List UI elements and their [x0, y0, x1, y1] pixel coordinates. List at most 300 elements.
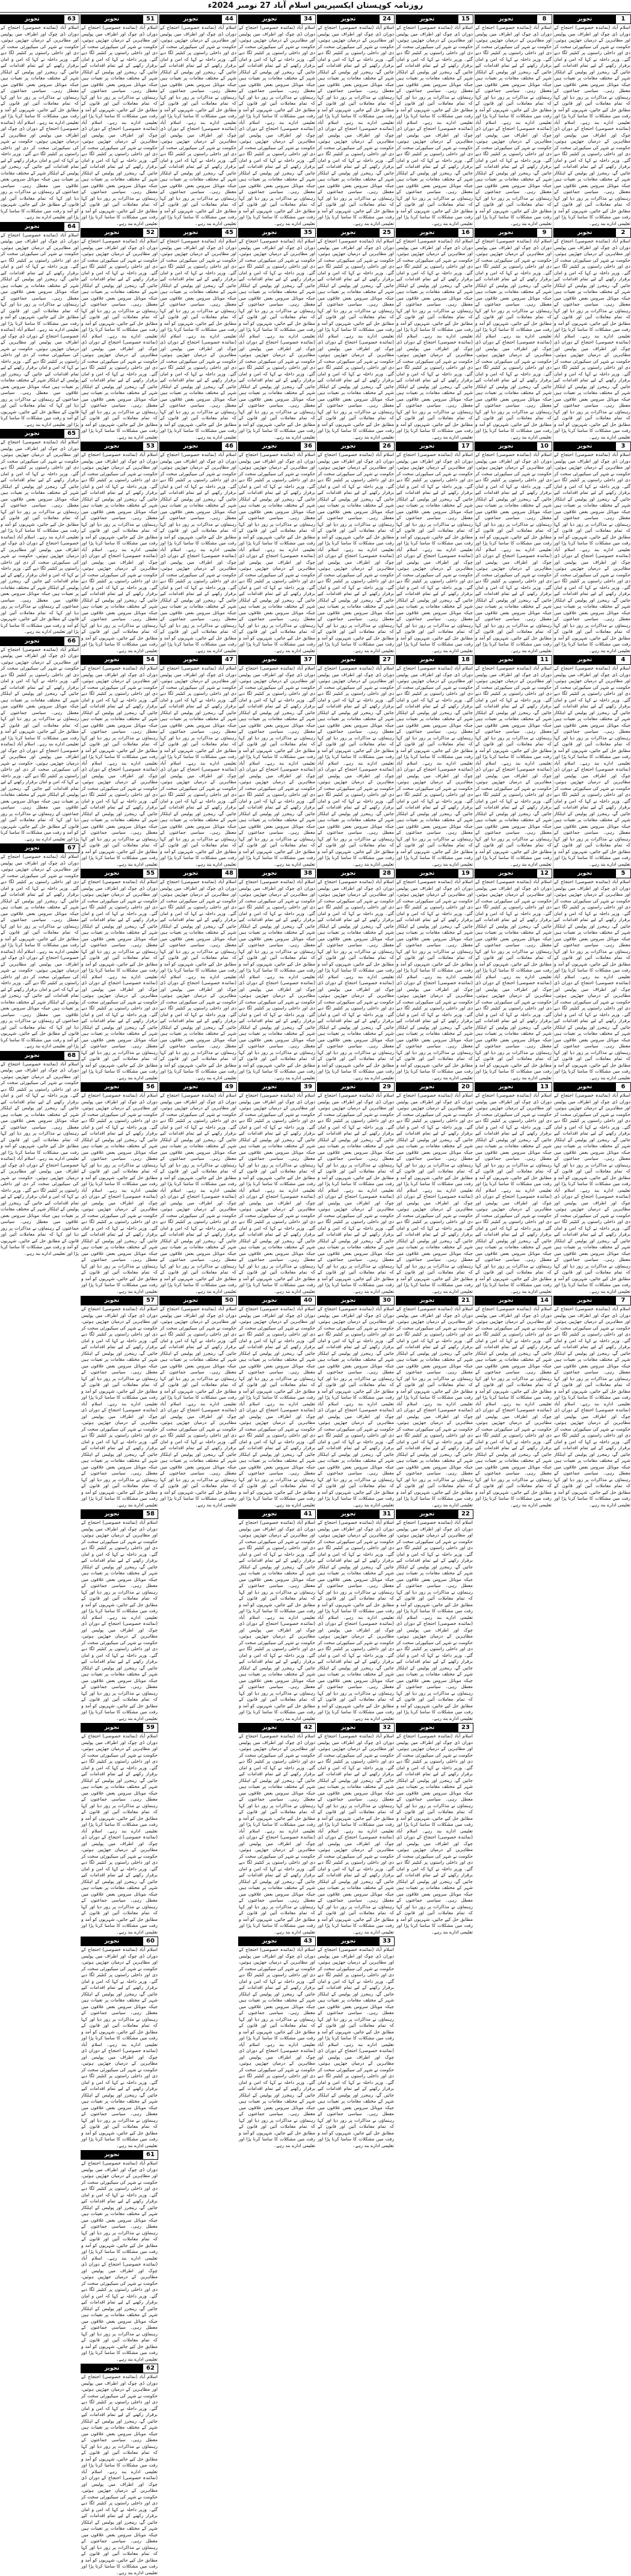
news-item: [475, 228, 552, 440]
item-header: [238, 655, 316, 665]
item-header: [159, 14, 237, 24]
item-body: اسلام آباد (نمائندہ خصوصی) احتجاج کے دوران ڈی چوک اور اطراف میں پولیس اور مظاہرین کے درمیان جھڑپیں ہوئیں، حکومت نے شہر کی سیکیورٹی سخت کر دی اور داخلی راستوں پر کنٹینر لگا دیے گئے۔ وزیر داخلہ نے کہا کہ امن و امان برقرار رکھنے کے لیے تمام اقدامات کیے جائیں گے، رینجرز اور پولیس کے اہلکار شہر کے مختلف مقامات پر تعینات ہیں جبکہ موبائل سروس بعض علاقوں میں معطل رہی۔ سیاسی جماعتوں کے رہنماؤں نے مذاکرات پر زور دیا اور کہا کہ تمام معاملات آئین اور قانون کے مطابق حل کیے جائیں، شہریوں کو آمد و رفت میں مشکلات کا سامنا کرنا پڑا اور تعلیمی ادارے بند رہے۔ اسلام آباد (نمائندہ خصوصی) احتجاج کے دوران ڈی چوک اور اطراف میں پولیس اور مظاہرین کے درمیان جھڑپیں ہوئیں، حکومت نے شہر کی سیکیورٹی سخت کر دی اور داخلی راستوں پر کنٹینر لگا دیے گئے۔ وزیر داخلہ نے کہا کہ امن و امان برقرار رکھنے کے لیے تمام اقدامات کیے جائیں گے، رینجرز اور پولیس کے اہلکار شہر کے مختلف مقامات پر تعینات ہیں جبکہ موبائل سروس بعض علاقوں میں معطل رہی۔ سیاسی جماعتوں کے رہنماؤں نے مذاکرات پر زور دیا اور کہا کہ تمام معاملات آئین اور قانون کے مطابق حل کیے جائیں، شہریوں کو آمد و رفت میں مشکلات کا سامنا کرنا پڑا اور تعلیمی ادارے بند رہے۔: [1, 854, 79, 1049]
item-label: تجویز: [475, 869, 537, 878]
news-item: [553, 869, 631, 1081]
item-label: تجویز: [318, 1296, 379, 1305]
item-number: 31: [379, 1510, 394, 1518]
column-8: [0, 13, 79, 1256]
item-header: [553, 442, 631, 451]
item-number: 57: [143, 1296, 158, 1305]
item-number: 32: [379, 1724, 394, 1732]
item-header: [238, 869, 316, 878]
item-number: 42: [300, 1724, 315, 1732]
item-body: اسلام آباد (نمائندہ خصوصی) احتجاج کے دوران ڈی چوک اور اطراف میں پولیس اور مظاہرین کے درمیان جھڑپیں ہوئیں، حکومت نے شہر کی سیکیورٹی سخت کر دی اور داخلی راستوں پر کنٹینر لگا دیے گئے۔ وزیر داخلہ نے کہا کہ امن و امان برقرار رکھنے کے لیے تمام اقدامات کیے جائیں گے، رینجرز اور پولیس کے اہلکار شہر کے مختلف مقامات پر تعینات ہیں جبکہ موبائل سروس بعض علاقوں میں معطل رہی۔ سیاسی جماعتوں کے رہنماؤں نے مذاکرات پر زور دیا اور کہا کہ تمام معاملات آئین اور قانون کے مطابق حل کیے جائیں، شہریوں کو آمد و رفت میں مشکلات کا سامنا کرنا پڑا اور تعلیمی ادارے بند رہے۔ اسلام آباد (نمائندہ خصوصی) احتجاج کے دوران ڈی چوک اور اطراف میں پولیس اور مظاہرین کے درمیان جھڑپیں ہوئیں، حکومت نے شہر کی سیکیورٹی سخت کر دی اور داخلی راستوں پر کنٹینر لگا دیے گئے۔ وزیر داخلہ نے کہا کہ امن و امان برقرار رکھنے کے لیے تمام اقدامات کیے جائیں گے، رینجرز اور پولیس کے اہلکار شہر کے مختلف مقامات پر تعینات ہیں جبکہ موبائل سروس بعض علاقوں میں معطل رہی۔ سیاسی جماعتوں کے رہنماؤں نے مذاکرات پر زور دیا اور کہا کہ تمام معاملات آئین اور قانون کے مطابق حل کیے جائیں، شہریوں کو آمد و رفت میں مشکلات کا سامنا کرنا پڑا اور تعلیمی ادارے بند رہے۔: [81, 1306, 158, 1508]
item-number: 50: [221, 1296, 236, 1305]
item-number: 4: [615, 656, 630, 664]
item-body: اسلام آباد (نمائندہ خصوصی) احتجاج کے دوران ڈی چوک اور اطراف میں پولیس اور مظاہرین کے درمیان جھڑپیں ہوئیں، حکومت نے شہر کی سیکیورٹی سخت کر دی اور داخلی راستوں پر کنٹینر لگا دیے گئے۔ وزیر داخلہ نے کہا کہ امن و امان برقرار رکھنے کے لیے تمام اقدامات کیے جائیں گے، رینجرز اور پولیس کے اہلکار شہر کے مختلف مقامات پر تعینات ہیں جبکہ موبائل سروس بعض علاقوں میں معطل رہی۔ سیاسی جماعتوں کے رہنماؤں نے مذاکرات پر زور دیا اور کہا کہ تمام معاملات آئین اور قانون کے مطابق حل کیے جائیں، شہریوں کو آمد و رفت میں مشکلات کا سامنا کرنا پڑا اور تعلیمی ادارے بند رہے۔ اسلام آباد (نمائندہ خصوصی) احتجاج کے دوران ڈی چوک اور اطراف میں پولیس اور مظاہرین کے درمیان جھڑپیں ہوئیں، حکومت نے شہر کی سیکیورٹی سخت کر دی اور داخلی راستوں پر کنٹینر لگا دیے گئے۔ وزیر داخلہ نے کہا کہ امن و امان برقرار رکھنے کے لیے تمام اقدامات کیے جائیں گے، رینجرز اور پولیس کے اہلکار شہر کے مختلف مقامات پر تعینات ہیں جبکہ موبائل سروس بعض علاقوں میں معطل رہی۔ سیاسی جماعتوں کے رہنماؤں نے مذاکرات پر زور دیا اور کہا کہ تمام معاملات آئین اور قانون کے مطابق حل کیے جائیں، شہریوں کو آمد و رفت میں مشکلات کا سامنا کرنا پڑا اور تعلیمی ادارے بند رہے۔: [318, 879, 394, 1080]
item-body: اسلام آباد (نمائندہ خصوصی) احتجاج کے دوران ڈی چوک اور اطراف میں پولیس اور مظاہرین کے درمیان جھڑپیں ہوئیں، حکومت نے شہر کی سیکیورٹی سخت کر دی اور داخلی راستوں پر کنٹینر لگا دیے گئے۔ وزیر داخلہ نے کہا کہ امن و امان برقرار رکھنے کے لیے تمام اقدامات کیے جائیں گے، رینجرز اور پولیس کے اہلکار شہر کے مختلف مقامات پر تعینات ہیں جبکہ موبائل سروس بعض علاقوں میں معطل رہی۔ سیاسی جماعتوں کے رہنماؤں نے مذاکرات پر زور دیا اور کہا کہ تمام معاملات آئین اور قانون کے مطابق حل کیے جائیں، شہریوں کو آمد و رفت میں مشکلات کا سامنا کرنا پڑا اور تعلیمی ادارے بند رہے۔ اسلام آباد (نمائندہ خصوصی) احتجاج کے دوران ڈی چوک اور اطراف میں پولیس اور مظاہرین کے درمیان جھڑپیں ہوئیں، حکومت نے شہر کی سیکیورٹی سخت کر دی اور داخلی راستوں پر کنٹینر لگا دیے گئے۔ وزیر داخلہ نے کہا کہ امن و امان برقرار رکھنے کے لیے تمام اقدامات کیے جائیں گے، رینجرز اور پولیس کے اہلکار شہر کے مختلف مقامات پر تعینات ہیں جبکہ موبائل سروس بعض علاقوں میں معطل رہی۔ سیاسی جماعتوں کے رہنماؤں نے مذاکرات پر زور دیا اور کہا کہ تمام معاملات آئین اور قانون کے مطابق حل کیے جائیں، شہریوں کو آمد و رفت میں مشکلات کا سامنا کرنا پڑا اور تعلیمی ادارے بند رہے۔: [239, 879, 315, 1080]
item-header: [238, 442, 316, 451]
item-number: 2: [615, 229, 630, 237]
item-body: اسلام آباد (نمائندہ خصوصی) احتجاج کے دوران ڈی چوک اور اطراف میں پولیس اور مظاہرین کے درمیان جھڑپیں ہوئیں، حکومت نے شہر کی سیکیورٹی سخت کر دی اور داخلی راستوں پر کنٹینر لگا دیے گئے۔ وزیر داخلہ نے کہا کہ امن و امان برقرار رکھنے کے لیے تمام اقدامات کیے جائیں گے، رینجرز اور پولیس کے اہلکار شہر کے مختلف مقامات پر تعینات ہیں جبکہ موبائل سروس بعض علاقوں میں معطل رہی۔ سیاسی جماعتوں کے رہنماؤں نے مذاکرات پر زور دیا اور کہا کہ تمام معاملات آئین اور قانون کے مطابق حل کیے جائیں، شہریوں کو آمد و رفت میں مشکلات کا سامنا کرنا پڑا اور تعلیمی ادارے بند رہے۔ اسلام آباد (نمائندہ خصوصی) احتجاج کے دوران ڈی چوک اور اطراف میں پولیس اور مظاہرین کے درمیان جھڑپیں ہوئیں، حکومت نے شہر کی سیکیورٹی سخت کر دی اور داخلی راستوں پر کنٹینر لگا دیے گئے۔ وزیر داخلہ نے کہا کہ امن و امان برقرار رکھنے کے لیے تمام اقدامات کیے جائیں گے، رینجرز اور پولیس کے اہلکار شہر کے مختلف مقامات پر تعینات ہیں جبکہ موبائل سروس بعض علاقوں میں معطل رہی۔ سیاسی جماعتوں کے رہنماؤں نے مذاکرات پر زور دیا اور کہا کہ تمام معاملات آئین اور قانون کے مطابق حل کیے جائیں، شہریوں کو آمد و رفت میں مشکلات کا سامنا کرنا پڑا اور تعلیمی ادارے بند رہے۔: [160, 452, 236, 653]
item-label: تجویز: [239, 656, 300, 664]
item-body: اسلام آباد (نمائندہ خصوصی) احتجاج کے دوران ڈی چوک اور اطراف میں پولیس اور مظاہرین کے درمیان جھڑپیں ہوئیں، حکومت نے شہر کی سیکیورٹی سخت کر دی اور داخلی راستوں پر کنٹینر لگا دیے گئے۔ وزیر داخلہ نے کہا کہ امن و امان برقرار رکھنے کے لیے تمام اقدامات کیے جائیں گے، رینجرز اور پولیس کے اہلکار شہر کے مختلف مقامات پر تعینات ہیں جبکہ موبائل سروس بعض علاقوں میں معطل رہی۔ سیاسی جماعتوں کے رہنماؤں نے مذاکرات پر زور دیا اور کہا کہ تمام معاملات آئین اور قانون کے مطابق حل کیے جائیں، شہریوں کو آمد و رفت میں مشکلات کا سامنا کرنا پڑا اور تعلیمی ادارے بند رہے۔ اسلام آباد (نمائندہ خصوصی) احتجاج کے دوران ڈی چوک اور اطراف میں پولیس اور مظاہرین کے درمیان جھڑپیں ہوئیں، حکومت نے شہر کی سیکیورٹی سخت کر دی اور داخلی راستوں پر کنٹینر لگا دیے گئے۔ وزیر داخلہ نے کہا کہ امن و امان برقرار رکھنے کے لیے تمام اقدامات کیے جائیں گے، رینجرز اور پولیس کے اہلکار شہر کے مختلف مقامات پر تعینات ہیں جبکہ موبائل سروس بعض علاقوں میں معطل رہی۔ سیاسی جماعتوں کے رہنماؤں نے مذاکرات پر زور دیا اور کہا کہ تمام معاملات آئین اور قانون کے مطابق حل کیے جائیں، شہریوں کو آمد و رفت میں مشکلات کا سامنا کرنا پڑا اور تعلیمی ادارے بند رہے۔: [81, 238, 158, 440]
item-body: اسلام آباد (نمائندہ خصوصی) احتجاج کے دوران ڈی چوک اور اطراف میں پولیس اور مظاہرین کے درمیان جھڑپیں ہوئیں، حکومت نے شہر کی سیکیورٹی سخت کر دی اور داخلی راستوں پر کنٹینر لگا دیے گئے۔ وزیر داخلہ نے کہا کہ امن و امان برقرار رکھنے کے لیے تمام اقدامات کیے جائیں گے، رینجرز اور پولیس کے اہلکار شہر کے مختلف مقامات پر تعینات ہیں جبکہ موبائل سروس بعض علاقوں میں معطل رہی۔ سیاسی جماعتوں کے رہنماؤں نے مذاکرات پر زور دیا اور کہا کہ تمام معاملات آئین اور قانون کے مطابق حل کیے جائیں، شہریوں کو آمد و رفت میں مشکلات کا سامنا کرنا پڑا اور تعلیمی ادارے بند رہے۔ اسلام آباد (نمائندہ خصوصی) احتجاج کے دوران ڈی چوک اور اطراف میں پولیس اور مظاہرین کے درمیان جھڑپیں ہوئیں، حکومت نے شہر کی سیکیورٹی سخت کر دی اور داخلی راستوں پر کنٹینر لگا دیے گئے۔ وزیر داخلہ نے کہا کہ امن و امان برقرار رکھنے کے لیے تمام اقدامات کیے جائیں گے، رینجرز اور پولیس کے اہلکار شہر کے مختلف مقامات پر تعینات ہیں جبکہ موبائل سروس بعض علاقوں میں معطل رہی۔ سیاسی جماعتوں کے رہنماؤں نے مذاکرات پر زور دیا اور کہا کہ تمام معاملات آئین اور قانون کے مطابق حل کیے جائیں، شہریوں کو آمد و رفت میں مشکلات کا سامنا کرنا پڑا اور تعلیمی ادارے بند رہے۔: [1, 1061, 79, 1256]
news-item: [81, 228, 158, 440]
item-number: 20: [458, 1083, 473, 1091]
item-body: اسلام آباد (نمائندہ خصوصی) احتجاج کے دوران ڈی چوک اور اطراف میں پولیس اور مظاہرین کے درمیان جھڑپیں ہوئیں، حکومت نے شہر کی سیکیورٹی سخت کر دی اور داخلی راستوں پر کنٹینر لگا دیے گئے۔ وزیر داخلہ نے کہا کہ امن و امان برقرار رکھنے کے لیے تمام اقدامات کیے جائیں گے، رینجرز اور پولیس کے اہلکار شہر کے مختلف مقامات پر تعینات ہیں جبکہ موبائل سروس بعض علاقوں میں معطل رہی۔ سیاسی جماعتوں کے رہنماؤں نے مذاکرات پر زور دیا اور کہا کہ تمام معاملات آئین اور قانون کے مطابق حل کیے جائیں، شہریوں کو آمد و رفت میں مشکلات کا سامنا کرنا پڑا اور تعلیمی ادارے بند رہے۔ اسلام آباد (نمائندہ خصوصی) احتجاج کے دوران ڈی چوک اور اطراف میں پولیس اور مظاہرین کے درمیان جھڑپیں ہوئیں، حکومت نے شہر کی سیکیورٹی سخت کر دی اور داخلی راستوں پر کنٹینر لگا دیے گئے۔ وزیر داخلہ نے کہا کہ امن و امان برقرار رکھنے کے لیے تمام اقدامات کیے جائیں گے، رینجرز اور پولیس کے اہلکار شہر کے مختلف مقامات پر تعینات ہیں جبکہ موبائل سروس بعض علاقوں میں معطل رہی۔ سیاسی جماعتوں کے رہنماؤں نے مذاکرات پر زور دیا اور کہا کہ تمام معاملات آئین اور قانون کے مطابق حل کیے جائیں، شہریوں کو آمد و رفت میں مشکلات کا سامنا کرنا پڑا اور تعلیمی ادارے بند رہے۔: [396, 1306, 473, 1508]
item-body: اسلام آباد (نمائندہ خصوصی) احتجاج کے دوران ڈی چوک اور اطراف میں پولیس اور مظاہرین کے درمیان جھڑپیں ہوئیں، حکومت نے شہر کی سیکیورٹی سخت کر دی اور داخلی راستوں پر کنٹینر لگا دیے گئے۔ وزیر داخلہ نے کہا کہ امن و امان برقرار رکھنے کے لیے تمام اقدامات کیے جائیں گے، رینجرز اور پولیس کے اہلکار شہر کے مختلف مقامات پر تعینات ہیں جبکہ موبائل سروس بعض علاقوں میں معطل رہی۔ سیاسی جماعتوں کے رہنماؤں نے مذاکرات پر زور دیا اور کہا کہ تمام معاملات آئین اور قانون کے مطابق حل کیے جائیں، شہریوں کو آمد و رفت میں مشکلات کا سامنا کرنا پڑا اور تعلیمی ادارے بند رہے۔ اسلام آباد (نمائندہ خصوصی) احتجاج کے دوران ڈی چوک اور اطراف میں پولیس اور مظاہرین کے درمیان جھڑپیں ہوئیں، حکومت نے شہر کی سیکیورٹی سخت کر دی اور داخلی راستوں پر کنٹینر لگا دیے گئے۔ وزیر داخلہ نے کہا کہ امن و امان برقرار رکھنے کے لیے تمام اقدامات کیے جائیں گے، رینجرز اور پولیس کے اہلکار شہر کے مختلف مقامات پر تعینات ہیں جبکہ موبائل سروس بعض علاقوں میں معطل رہی۔ سیاسی جماعتوں کے رہنماؤں نے مذاکرات پر زور دیا اور کہا کہ تمام معاملات آئین اور قانون کے مطابق حل کیے جائیں، شہریوں کو آمد و رفت میں مشکلات کا سامنا کرنا پڑا اور تعلیمی ادارے بند رہے۔: [554, 1092, 630, 1294]
item-label: تجویز: [475, 1083, 537, 1091]
item-label: تجویز: [81, 15, 143, 23]
news-item: [238, 1723, 316, 1935]
news-item: [475, 442, 552, 654]
item-header: [81, 1509, 158, 1519]
news-item: [396, 14, 473, 227]
news-item: [238, 655, 316, 867]
item-number: 30: [379, 1296, 394, 1305]
item-header: [553, 1082, 631, 1092]
item-header: [238, 1082, 316, 1092]
item-label: تجویز: [160, 656, 221, 664]
item-body: اسلام آباد (نمائندہ خصوصی) احتجاج کے دوران ڈی چوک اور اطراف میں پولیس اور مظاہرین کے درمیان جھڑپیں ہوئیں، حکومت نے شہر کی سیکیورٹی سخت کر دی اور داخلی راستوں پر کنٹینر لگا دیے گئے۔ وزیر داخلہ نے کہا کہ امن و امان برقرار رکھنے کے لیے تمام اقدامات کیے جائیں گے، رینجرز اور پولیس کے اہلکار شہر کے مختلف مقامات پر تعینات ہیں جبکہ موبائل سروس بعض علاقوں میں معطل رہی۔ سیاسی جماعتوں کے رہنماؤں نے مذاکرات پر زور دیا اور کہا کہ تمام معاملات آئین اور قانون کے مطابق حل کیے جائیں، شہریوں کو آمد و رفت میں مشکلات کا سامنا کرنا پڑا اور تعلیمی ادارے بند رہے۔ اسلام آباد (نمائندہ خصوصی) احتجاج کے دوران ڈی چوک اور اطراف میں پولیس اور مظاہرین کے درمیان جھڑپیں ہوئیں، حکومت نے شہر کی سیکیورٹی سخت کر دی اور داخلی راستوں پر کنٹینر لگا دیے گئے۔ وزیر داخلہ نے کہا کہ امن و امان برقرار رکھنے کے لیے تمام اقدامات کیے جائیں گے، رینجرز اور پولیس کے اہلکار شہر کے مختلف مقامات پر تعینات ہیں جبکہ موبائل سروس بعض علاقوں میں معطل رہی۔ سیاسی جماعتوں کے رہنماؤں نے مذاکرات پر زور دیا اور کہا کہ تمام معاملات آئین اور قانون کے مطابق حل کیے جائیں، شہریوں کو آمد و رفت میں مشکلات کا سامنا کرنا پڑا اور تعلیمی ادارے بند رہے۔: [81, 2160, 158, 2362]
item-header: [317, 1723, 395, 1733]
news-item: [317, 1937, 395, 2149]
item-label: تجویز: [318, 229, 379, 237]
item-label: تجویز: [1, 1052, 64, 1060]
news-item: [81, 655, 158, 867]
item-header: [238, 14, 316, 24]
item-number: 23: [458, 1724, 473, 1732]
item-number: 9: [537, 229, 552, 237]
news-item: [317, 14, 395, 227]
item-number: 38: [300, 869, 315, 878]
item-number: 3: [615, 442, 630, 451]
news-item: [159, 655, 237, 867]
item-label: تجویز: [396, 1296, 458, 1305]
item-number: 39: [300, 1083, 315, 1091]
item-label: تجویز: [81, 2364, 143, 2373]
item-body: اسلام آباد (نمائندہ خصوصی) احتجاج کے دوران ڈی چوک اور اطراف میں پولیس اور مظاہرین کے درمیان جھڑپیں ہوئیں، حکومت نے شہر کی سیکیورٹی سخت کر دی اور داخلی راستوں پر کنٹینر لگا دیے گئے۔ وزیر داخلہ نے کہا کہ امن و امان برقرار رکھنے کے لیے تمام اقدامات کیے جائیں گے، رینجرز اور پولیس کے اہلکار شہر کے مختلف مقامات پر تعینات ہیں جبکہ موبائل سروس بعض علاقوں میں معطل رہی۔ سیاسی جماعتوں کے رہنماؤں نے مذاکرات پر زور دیا اور کہا کہ تمام معاملات آئین اور قانون کے مطابق حل کیے جائیں، شہریوں کو آمد و رفت میں مشکلات کا سامنا کرنا پڑا اور تعلیمی ادارے بند رہے۔ اسلام آباد (نمائندہ خصوصی) احتجاج کے دوران ڈی چوک اور اطراف میں پولیس اور مظاہرین کے درمیان جھڑپیں ہوئیں، حکومت نے شہر کی سیکیورٹی سخت کر دی اور داخلی راستوں پر کنٹینر لگا دیے گئے۔ وزیر داخلہ نے کہا کہ امن و امان برقرار رکھنے کے لیے تمام اقدامات کیے جائیں گے، رینجرز اور پولیس کے اہلکار شہر کے مختلف مقامات پر تعینات ہیں جبکہ موبائل سروس بعض علاقوں میں معطل رہی۔ سیاسی جماعتوں کے رہنماؤں نے مذاکرات پر زور دیا اور کہا کہ تمام معاملات آئین اور قانون کے مطابق حل کیے جائیں، شہریوں کو آمد و رفت میں مشکلات کا سامنا کرنا پڑا اور تعلیمی ادارے بند رہے۔: [318, 1520, 394, 1721]
item-label: تجویز: [160, 442, 221, 451]
news-item: [317, 1296, 395, 1508]
item-header: [238, 1296, 316, 1305]
news-item: [553, 442, 631, 654]
news-item: [396, 655, 473, 867]
item-number: 17: [458, 442, 473, 451]
column-4: [316, 13, 395, 2148]
item-label: تجویز: [1, 430, 64, 438]
item-label: تجویز: [81, 656, 143, 664]
news-item: [0, 636, 79, 843]
item-number: 21: [458, 1296, 473, 1305]
news-item: [0, 429, 79, 635]
item-body: اسلام آباد (نمائندہ خصوصی) احتجاج کے دوران ڈی چوک اور اطراف میں پولیس اور مظاہرین کے درمیان جھڑپیں ہوئیں، حکومت نے شہر کی سیکیورٹی سخت کر دی اور داخلی راستوں پر کنٹینر لگا دیے گئے۔ وزیر داخلہ نے کہا کہ امن و امان برقرار رکھنے کے لیے تمام اقدامات کیے جائیں گے، رینجرز اور پولیس کے اہلکار شہر کے مختلف مقامات پر تعینات ہیں جبکہ موبائل سروس بعض علاقوں میں معطل رہی۔ سیاسی جماعتوں کے رہنماؤں نے مذاکرات پر زور دیا اور کہا کہ تمام معاملات آئین اور قانون کے مطابق حل کیے جائیں، شہریوں کو آمد و رفت میں مشکلات کا سامنا کرنا پڑا اور تعلیمی ادارے بند رہے۔ اسلام آباد (نمائندہ خصوصی) احتجاج کے دوران ڈی چوک اور اطراف میں پولیس اور مظاہرین کے درمیان جھڑپیں ہوئیں، حکومت نے شہر کی سیکیورٹی سخت کر دی اور داخلی راستوں پر کنٹینر لگا دیے گئے۔ وزیر داخلہ نے کہا کہ امن و امان برقرار رکھنے کے لیے تمام اقدامات کیے جائیں گے، رینجرز اور پولیس کے اہلکار شہر کے مختلف مقامات پر تعینات ہیں جبکہ موبائل سروس بعض علاقوں میں معطل رہی۔ سیاسی جماعتوں کے رہنماؤں نے مذاکرات پر زور دیا اور کہا کہ تمام معاملات آئین اور قانون کے مطابق حل کیے جائیں، شہریوں کو آمد و رفت میں مشکلات کا سامنا کرنا پڑا اور تعلیمی ادارے بند رہے۔: [396, 1520, 473, 1721]
item-label: تجویز: [475, 15, 537, 23]
news-item: [553, 1082, 631, 1295]
item-header: [159, 655, 237, 665]
item-label: تجویز: [318, 1083, 379, 1091]
item-number: 25: [379, 229, 394, 237]
news-item: [553, 228, 631, 440]
item-header: [0, 14, 79, 24]
news-item: [317, 228, 395, 440]
item-number: 63: [64, 15, 79, 23]
item-body: اسلام آباد (نمائندہ خصوصی) احتجاج کے دوران ڈی چوک اور اطراف میں پولیس اور مظاہرین کے درمیان جھڑپیں ہوئیں، حکومت نے شہر کی سیکیورٹی سخت کر دی اور داخلی راستوں پر کنٹینر لگا دیے گئے۔ وزیر داخلہ نے کہا کہ امن و امان برقرار رکھنے کے لیے تمام اقدامات کیے جائیں گے، رینجرز اور پولیس کے اہلکار شہر کے مختلف مقامات پر تعینات ہیں جبکہ موبائل سروس بعض علاقوں میں معطل رہی۔ سیاسی جماعتوں کے رہنماؤں نے مذاکرات پر زور دیا اور کہا کہ تمام معاملات آئین اور قانون کے مطابق حل کیے جائیں، شہریوں کو آمد و رفت میں مشکلات کا سامنا کرنا پڑا اور تعلیمی ادارے بند رہے۔ اسلام آباد (نمائندہ خصوصی) احتجاج کے دوران ڈی چوک اور اطراف میں پولیس اور مظاہرین کے درمیان جھڑپیں ہوئیں، حکومت نے شہر کی سیکیورٹی سخت کر دی اور داخلی راستوں پر کنٹینر لگا دیے گئے۔ وزیر داخلہ نے کہا کہ امن و امان برقرار رکھنے کے لیے تمام اقدامات کیے جائیں گے، رینجرز اور پولیس کے اہلکار شہر کے مختلف مقامات پر تعینات ہیں جبکہ موبائل سروس بعض علاقوں میں معطل رہی۔ سیاسی جماعتوں کے رہنماؤں نے مذاکرات پر زور دیا اور کہا کہ تمام معاملات آئین اور قانون کے مطابق حل کیے جائیں، شہریوں کو آمد و رفت میں مشکلات کا سامنا کرنا پڑا اور تعلیمی ادارے بند رہے۔: [396, 1733, 473, 1935]
item-body: اسلام آباد (نمائندہ خصوصی) احتجاج کے دوران ڈی چوک اور اطراف میں پولیس اور مظاہرین کے درمیان جھڑپیں ہوئیں، حکومت نے شہر کی سیکیورٹی سخت کر دی اور داخلی راستوں پر کنٹینر لگا دیے گئے۔ وزیر داخلہ نے کہا کہ امن و امان برقرار رکھنے کے لیے تمام اقدامات کیے جائیں گے، رینجرز اور پولیس کے اہلکار شہر کے مختلف مقامات پر تعینات ہیں جبکہ موبائل سروس بعض علاقوں میں معطل رہی۔ سیاسی جماعتوں کے رہنماؤں نے مذاکرات پر زور دیا اور کہا کہ تمام معاملات آئین اور قانون کے مطابق حل کیے جائیں، شہریوں کو آمد و رفت میں مشکلات کا سامنا کرنا پڑا اور تعلیمی ادارے بند رہے۔ اسلام آباد (نمائندہ خصوصی) احتجاج کے دوران ڈی چوک اور اطراف میں پولیس اور مظاہرین کے درمیان جھڑپیں ہوئیں، حکومت نے شہر کی سیکیورٹی سخت کر دی اور داخلی راستوں پر کنٹینر لگا دیے گئے۔ وزیر داخلہ نے کہا کہ امن و امان برقرار رکھنے کے لیے تمام اقدامات کیے جائیں گے، رینجرز اور پولیس کے اہلکار شہر کے مختلف مقامات پر تعینات ہیں جبکہ موبائل سروس بعض علاقوں میں معطل رہی۔ سیاسی جماعتوں کے رہنماؤں نے مذاکرات پر زور دیا اور کہا کہ تمام معاملات آئین اور قانون کے مطابق حل کیے جائیں، شہریوں کو آمد و رفت میں مشکلات کا سامنا کرنا پڑا اور تعلیمی ادارے بند رہے۔: [475, 452, 552, 653]
news-item: [475, 1296, 552, 1508]
item-label: تجویز: [475, 1296, 537, 1305]
news-item: [238, 228, 316, 440]
news-item: [159, 442, 237, 654]
item-header: [81, 442, 158, 451]
item-number: 22: [458, 1510, 473, 1518]
column-5: [238, 13, 316, 2148]
item-body: اسلام آباد (نمائندہ خصوصی) احتجاج کے دوران ڈی چوک اور اطراف میں پولیس اور مظاہرین کے درمیان جھڑپیں ہوئیں، حکومت نے شہر کی سیکیورٹی سخت کر دی اور داخلی راستوں پر کنٹینر لگا دیے گئے۔ وزیر داخلہ نے کہا کہ امن و امان برقرار رکھنے کے لیے تمام اقدامات کیے جائیں گے، رینجرز اور پولیس کے اہلکار شہر کے مختلف مقامات پر تعینات ہیں جبکہ موبائل سروس بعض علاقوں میں معطل رہی۔ سیاسی جماعتوں کے رہنماؤں نے مذاکرات پر زور دیا اور کہا کہ تمام معاملات آئین اور قانون کے مطابق حل کیے جائیں، شہریوں کو آمد و رفت میں مشکلات کا سامنا کرنا پڑا اور تعلیمی ادارے بند رہے۔ اسلام آباد (نمائندہ خصوصی) احتجاج کے دوران ڈی چوک اور اطراف میں پولیس اور مظاہرین کے درمیان جھڑپیں ہوئیں، حکومت نے شہر کی سیکیورٹی سخت کر دی اور داخلی راستوں پر کنٹینر لگا دیے گئے۔ وزیر داخلہ نے کہا کہ امن و امان برقرار رکھنے کے لیے تمام اقدامات کیے جائیں گے، رینجرز اور پولیس کے اہلکار شہر کے مختلف مقامات پر تعینات ہیں جبکہ موبائل سروس بعض علاقوں میں معطل رہی۔ سیاسی جماعتوں کے رہنماؤں نے مذاکرات پر زور دیا اور کہا کہ تمام معاملات آئین اور قانون کے مطابق حل کیے جائیں، شہریوں کو آمد و رفت میں مشکلات کا سامنا کرنا پڑا اور تعلیمی ادارے بند رہے۔: [318, 1733, 394, 1935]
column-7: [80, 13, 158, 2575]
item-header: [317, 14, 395, 24]
item-body: اسلام آباد (نمائندہ خصوصی) احتجاج کے دوران ڈی چوک اور اطراف میں پولیس اور مظاہرین کے درمیان جھڑپیں ہوئیں، حکومت نے شہر کی سیکیورٹی سخت کر دی اور داخلی راستوں پر کنٹینر لگا دیے گئے۔ وزیر داخلہ نے کہا کہ امن و امان برقرار رکھنے کے لیے تمام اقدامات کیے جائیں گے، رینجرز اور پولیس کے اہلکار شہر کے مختلف مقامات پر تعینات ہیں جبکہ موبائل سروس بعض علاقوں میں معطل رہی۔ سیاسی جماعتوں کے رہنماؤں نے مذاکرات پر زور دیا اور کہا کہ تمام معاملات آئین اور قانون کے مطابق حل کیے جائیں، شہریوں کو آمد و رفت میں مشکلات کا سامنا کرنا پڑا اور تعلیمی ادارے بند رہے۔ اسلام آباد (نمائندہ خصوصی) احتجاج کے دوران ڈی چوک اور اطراف میں پولیس اور مظاہرین کے درمیان جھڑپیں ہوئیں، حکومت نے شہر کی سیکیورٹی سخت کر دی اور داخلی راستوں پر کنٹینر لگا دیے گئے۔ وزیر داخلہ نے کہا کہ امن و امان برقرار رکھنے کے لیے تمام اقدامات کیے جائیں گے، رینجرز اور پولیس کے اہلکار شہر کے مختلف مقامات پر تعینات ہیں جبکہ موبائل سروس بعض علاقوں میں معطل رہی۔ سیاسی جماعتوں کے رہنماؤں نے مذاکرات پر زور دیا اور کہا کہ تمام معاملات آئین اور قانون کے مطابق حل کیے جائیں، شہریوں کو آمد و رفت میں مشکلات کا سامنا کرنا پڑا اور تعلیمی ادارے بند رہے۔: [160, 1306, 236, 1508]
item-header: [238, 1509, 316, 1519]
item-label: تجویز: [318, 1937, 379, 1946]
news-item: [238, 869, 316, 1081]
item-number: 8: [537, 15, 552, 23]
item-header: [475, 1082, 552, 1092]
item-body: اسلام آباد (نمائندہ خصوصی) احتجاج کے دوران ڈی چوک اور اطراف میں پولیس اور مظاہرین کے درمیان جھڑپیں ہوئیں، حکومت نے شہر کی سیکیورٹی سخت کر دی اور داخلی راستوں پر کنٹینر لگا دیے گئے۔ وزیر داخلہ نے کہا کہ امن و امان برقرار رکھنے کے لیے تمام اقدامات کیے جائیں گے، رینجرز اور پولیس کے اہلکار شہر کے مختلف مقامات پر تعینات ہیں جبکہ موبائل سروس بعض علاقوں میں معطل رہی۔ سیاسی جماعتوں کے رہنماؤں نے مذاکرات پر زور دیا اور کہا کہ تمام معاملات آئین اور قانون کے مطابق حل کیے جائیں، شہریوں کو آمد و رفت میں مشکلات کا سامنا کرنا پڑا اور تعلیمی ادارے بند رہے۔ اسلام آباد (نمائندہ خصوصی) احتجاج کے دوران ڈی چوک اور اطراف میں پولیس اور مظاہرین کے درمیان جھڑپیں ہوئیں، حکومت نے شہر کی سیکیورٹی سخت کر دی اور داخلی راستوں پر کنٹینر لگا دیے گئے۔ وزیر داخلہ نے کہا کہ امن و امان برقرار رکھنے کے لیے تمام اقدامات کیے جائیں گے، رینجرز اور پولیس کے اہلکار شہر کے مختلف مقامات پر تعینات ہیں جبکہ موبائل سروس بعض علاقوں میں معطل رہی۔ سیاسی جماعتوں کے رہنماؤں نے مذاکرات پر زور دیا اور کہا کہ تمام معاملات آئین اور قانون کے مطابق حل کیے جائیں، شہریوں کو آمد و رفت میں مشکلات کا سامنا کرنا پڑا اور تعلیمی ادارے بند رہے۔: [81, 25, 158, 226]
news-item: [396, 228, 473, 440]
column-3: [395, 13, 473, 1935]
news-item: [317, 655, 395, 867]
item-header: [396, 14, 473, 24]
item-header: [553, 1296, 631, 1305]
news-item: [81, 442, 158, 654]
item-header: [81, 2364, 158, 2373]
item-number: 48: [221, 869, 236, 878]
item-number: 7: [615, 1296, 630, 1305]
item-label: تجویز: [239, 229, 300, 237]
item-label: تجویز: [1, 15, 64, 23]
item-header: [238, 1937, 316, 1946]
item-body: اسلام آباد (نمائندہ خصوصی) احتجاج کے دوران ڈی چوک اور اطراف میں پولیس اور مظاہرین کے درمیان جھڑپیں ہوئیں، حکومت نے شہر کی سیکیورٹی سخت کر دی اور داخلی راستوں پر کنٹینر لگا دیے گئے۔ وزیر داخلہ نے کہا کہ امن و امان برقرار رکھنے کے لیے تمام اقدامات کیے جائیں گے، رینجرز اور پولیس کے اہلکار شہر کے مختلف مقامات پر تعینات ہیں جبکہ موبائل سروس بعض علاقوں میں معطل رہی۔ سیاسی جماعتوں کے رہنماؤں نے مذاکرات پر زور دیا اور کہا کہ تمام معاملات آئین اور قانون کے مطابق حل کیے جائیں، شہریوں کو آمد و رفت میں مشکلات کا سامنا کرنا پڑا اور تعلیمی ادارے بند رہے۔ اسلام آباد (نمائندہ خصوصی) احتجاج کے دوران ڈی چوک اور اطراف میں پولیس اور مظاہرین کے درمیان جھڑپیں ہوئیں، حکومت نے شہر کی سیکیورٹی سخت کر دی اور داخلی راستوں پر کنٹینر لگا دیے گئے۔ وزیر داخلہ نے کہا کہ امن و امان برقرار رکھنے کے لیے تمام اقدامات کیے جائیں گے، رینجرز اور پولیس کے اہلکار شہر کے مختلف مقامات پر تعینات ہیں جبکہ موبائل سروس بعض علاقوں میں معطل رہی۔ سیاسی جماعتوں کے رہنماؤں نے مذاکرات پر زور دیا اور کہا کہ تمام معاملات آئین اور قانون کے مطابق حل کیے جائیں، شہریوں کو آمد و رفت میں مشکلات کا سامنا کرنا پڑا اور تعلیمی ادارے بند رہے۔: [160, 1092, 236, 1294]
item-number: 47: [221, 656, 236, 664]
item-body: اسلام آباد (نمائندہ خصوصی) احتجاج کے دوران ڈی چوک اور اطراف میں پولیس اور مظاہرین کے درمیان جھڑپیں ہوئیں، حکومت نے شہر کی سیکیورٹی سخت کر دی اور داخلی راستوں پر کنٹینر لگا دیے گئے۔ وزیر داخلہ نے کہا کہ امن و امان برقرار رکھنے کے لیے تمام اقدامات کیے جائیں گے، رینجرز اور پولیس کے اہلکار شہر کے مختلف مقامات پر تعینات ہیں جبکہ موبائل سروس بعض علاقوں میں معطل رہی۔ سیاسی جماعتوں کے رہنماؤں نے مذاکرات پر زور دیا اور کہا کہ تمام معاملات آئین اور قانون کے مطابق حل کیے جائیں، شہریوں کو آمد و رفت میں مشکلات کا سامنا کرنا پڑا اور تعلیمی ادارے بند رہے۔ اسلام آباد (نمائندہ خصوصی) احتجاج کے دوران ڈی چوک اور اطراف میں پولیس اور مظاہرین کے درمیان جھڑپیں ہوئیں، حکومت نے شہر کی سیکیورٹی سخت کر دی اور داخلی راستوں پر کنٹینر لگا دیے گئے۔ وزیر داخلہ نے کہا کہ امن و امان برقرار رکھنے کے لیے تمام اقدامات کیے جائیں گے، رینجرز اور پولیس کے اہلکار شہر کے مختلف مقامات پر تعینات ہیں جبکہ موبائل سروس بعض علاقوں میں معطل رہی۔ سیاسی جماعتوں کے رہنماؤں نے مذاکرات پر زور دیا اور کہا کہ تمام معاملات آئین اور قانون کے مطابق حل کیے جائیں، شہریوں کو آمد و رفت میں مشکلات کا سامنا کرنا پڑا اور تعلیمی ادارے بند رہے۔: [81, 2374, 158, 2575]
item-header: [81, 1937, 158, 1946]
item-body: اسلام آباد (نمائندہ خصوصی) احتجاج کے دوران ڈی چوک اور اطراف میں پولیس اور مظاہرین کے درمیان جھڑپیں ہوئیں، حکومت نے شہر کی سیکیورٹی سخت کر دی اور داخلی راستوں پر کنٹینر لگا دیے گئے۔ وزیر داخلہ نے کہا کہ امن و امان برقرار رکھنے کے لیے تمام اقدامات کیے جائیں گے، رینجرز اور پولیس کے اہلکار شہر کے مختلف مقامات پر تعینات ہیں جبکہ موبائل سروس بعض علاقوں میں معطل رہی۔ سیاسی جماعتوں کے رہنماؤں نے مذاکرات پر زور دیا اور کہا کہ تمام معاملات آئین اور قانون کے مطابق حل کیے جائیں، شہریوں کو آمد و رفت میں مشکلات کا سامنا کرنا پڑا اور تعلیمی ادارے بند رہے۔ اسلام آباد (نمائندہ خصوصی) احتجاج کے دوران ڈی چوک اور اطراف میں پولیس اور مظاہرین کے درمیان جھڑپیں ہوئیں، حکومت نے شہر کی سیکیورٹی سخت کر دی اور داخلی راستوں پر کنٹینر لگا دیے گئے۔ وزیر داخلہ نے کہا کہ امن و امان برقرار رکھنے کے لیے تمام اقدامات کیے جائیں گے، رینجرز اور پولیس کے اہلکار شہر کے مختلف مقامات پر تعینات ہیں جبکہ موبائل سروس بعض علاقوں میں معطل رہی۔ سیاسی جماعتوں کے رہنماؤں نے مذاکرات پر زور دیا اور کہا کہ تمام معاملات آئین اور قانون کے مطابق حل کیے جائیں، شہریوں کو آمد و رفت میں مشکلات کا سامنا کرنا پڑا اور تعلیمی ادارے بند رہے۔: [475, 665, 552, 867]
item-body: اسلام آباد (نمائندہ خصوصی) احتجاج کے دوران ڈی چوک اور اطراف میں پولیس اور مظاہرین کے درمیان جھڑپیں ہوئیں، حکومت نے شہر کی سیکیورٹی سخت کر دی اور داخلی راستوں پر کنٹینر لگا دیے گئے۔ وزیر داخلہ نے کہا کہ امن و امان برقرار رکھنے کے لیے تمام اقدامات کیے جائیں گے، رینجرز اور پولیس کے اہلکار شہر کے مختلف مقامات پر تعینات ہیں جبکہ موبائل سروس بعض علاقوں میں معطل رہی۔ سیاسی جماعتوں کے رہنماؤں نے مذاکرات پر زور دیا اور کہا کہ تمام معاملات آئین اور قانون کے مطابق حل کیے جائیں، شہریوں کو آمد و رفت میں مشکلات کا سامنا کرنا پڑا اور تعلیمی ادارے بند رہے۔ اسلام آباد (نمائندہ خصوصی) احتجاج کے دوران ڈی چوک اور اطراف میں پولیس اور مظاہرین کے درمیان جھڑپیں ہوئیں، حکومت نے شہر کی سیکیورٹی سخت کر دی اور داخلی راستوں پر کنٹینر لگا دیے گئے۔ وزیر داخلہ نے کہا کہ امن و امان برقرار رکھنے کے لیے تمام اقدامات کیے جائیں گے، رینجرز اور پولیس کے اہلکار شہر کے مختلف مقامات پر تعینات ہیں جبکہ موبائل سروس بعض علاقوں میں معطل رہی۔ سیاسی جماعتوں کے رہنماؤں نے مذاکرات پر زور دیا اور کہا کہ تمام معاملات آئین اور قانون کے مطابق حل کیے جائیں، شہریوں کو آمد و رفت میں مشکلات کا سامنا کرنا پڑا اور تعلیمی ادارے بند رہے۔: [475, 238, 552, 440]
item-header: [0, 222, 79, 232]
news-item: [81, 1723, 158, 1935]
item-label: تجویز: [160, 1083, 221, 1091]
item-body: اسلام آباد (نمائندہ خصوصی) احتجاج کے دوران ڈی چوک اور اطراف میں پولیس اور مظاہرین کے درمیان جھڑپیں ہوئیں، حکومت نے شہر کی سیکیورٹی سخت کر دی اور داخلی راستوں پر کنٹینر لگا دیے گئے۔ وزیر داخلہ نے کہا کہ امن و امان برقرار رکھنے کے لیے تمام اقدامات کیے جائیں گے، رینجرز اور پولیس کے اہلکار شہر کے مختلف مقامات پر تعینات ہیں جبکہ موبائل سروس بعض علاقوں میں معطل رہی۔ سیاسی جماعتوں کے رہنماؤں نے مذاکرات پر زور دیا اور کہا کہ تمام معاملات آئین اور قانون کے مطابق حل کیے جائیں، شہریوں کو آمد و رفت میں مشکلات کا سامنا کرنا پڑا اور تعلیمی ادارے بند رہے۔ اسلام آباد (نمائندہ خصوصی) احتجاج کے دوران ڈی چوک اور اطراف میں پولیس اور مظاہرین کے درمیان جھڑپیں ہوئیں، حکومت نے شہر کی سیکیورٹی سخت کر دی اور داخلی راستوں پر کنٹینر لگا دیے گئے۔ وزیر داخلہ نے کہا کہ امن و امان برقرار رکھنے کے لیے تمام اقدامات کیے جائیں گے، رینجرز اور پولیس کے اہلکار شہر کے مختلف مقامات پر تعینات ہیں جبکہ موبائل سروس بعض علاقوں میں معطل رہی۔ سیاسی جماعتوں کے رہنماؤں نے مذاکرات پر زور دیا اور کہا کہ تمام معاملات آئین اور قانون کے مطابق حل کیے جائیں، شہریوں کو آمد و رفت میں مشکلات کا سامنا کرنا پڑا اور تعلیمی ادارے بند رہے۔: [396, 452, 473, 653]
item-body: اسلام آباد (نمائندہ خصوصی) احتجاج کے دوران ڈی چوک اور اطراف میں پولیس اور مظاہرین کے درمیان جھڑپیں ہوئیں، حکومت نے شہر کی سیکیورٹی سخت کر دی اور داخلی راستوں پر کنٹینر لگا دیے گئے۔ وزیر داخلہ نے کہا کہ امن و امان برقرار رکھنے کے لیے تمام اقدامات کیے جائیں گے، رینجرز اور پولیس کے اہلکار شہر کے مختلف مقامات پر تعینات ہیں جبکہ موبائل سروس بعض علاقوں میں معطل رہی۔ سیاسی جماعتوں کے رہنماؤں نے مذاکرات پر زور دیا اور کہا کہ تمام معاملات آئین اور قانون کے مطابق حل کیے جائیں، شہریوں کو آمد و رفت میں مشکلات کا سامنا کرنا پڑا اور تعلیمی ادارے بند رہے۔ اسلام آباد (نمائندہ خصوصی) احتجاج کے دوران ڈی چوک اور اطراف میں پولیس اور مظاہرین کے درمیان جھڑپیں ہوئیں، حکومت نے شہر کی سیکیورٹی سخت کر دی اور داخلی راستوں پر کنٹینر لگا دیے گئے۔ وزیر داخلہ نے کہا کہ امن و امان برقرار رکھنے کے لیے تمام اقدامات کیے جائیں گے، رینجرز اور پولیس کے اہلکار شہر کے مختلف مقامات پر تعینات ہیں جبکہ موبائل سروس بعض علاقوں میں معطل رہی۔ سیاسی جماعتوں کے رہنماؤں نے مذاکرات پر زور دیا اور کہا کہ تمام معاملات آئین اور قانون کے مطابق حل کیے جائیں، شہریوں کو آمد و رفت میں مشکلات کا سامنا کرنا پڑا اور تعلیمی ادارے بند رہے۔: [1, 232, 79, 427]
news-item: [396, 442, 473, 654]
item-number: 55: [143, 869, 158, 878]
item-body: اسلام آباد (نمائندہ خصوصی) احتجاج کے دوران ڈی چوک اور اطراف میں پولیس اور مظاہرین کے درمیان جھڑپیں ہوئیں، حکومت نے شہر کی سیکیورٹی سخت کر دی اور داخلی راستوں پر کنٹینر لگا دیے گئے۔ وزیر داخلہ نے کہا کہ امن و امان برقرار رکھنے کے لیے تمام اقدامات کیے جائیں گے، رینجرز اور پولیس کے اہلکار شہر کے مختلف مقامات پر تعینات ہیں جبکہ موبائل سروس بعض علاقوں میں معطل رہی۔ سیاسی جماعتوں کے رہنماؤں نے مذاکرات پر زور دیا اور کہا کہ تمام معاملات آئین اور قانون کے مطابق حل کیے جائیں، شہریوں کو آمد و رفت میں مشکلات کا سامنا کرنا پڑا اور تعلیمی ادارے بند رہے۔ اسلام آباد (نمائندہ خصوصی) احتجاج کے دوران ڈی چوک اور اطراف میں پولیس اور مظاہرین کے درمیان جھڑپیں ہوئیں، حکومت نے شہر کی سیکیورٹی سخت کر دی اور داخلی راستوں پر کنٹینر لگا دیے گئے۔ وزیر داخلہ نے کہا کہ امن و امان برقرار رکھنے کے لیے تمام اقدامات کیے جائیں گے، رینجرز اور پولیس کے اہلکار شہر کے مختلف مقامات پر تعینات ہیں جبکہ موبائل سروس بعض علاقوں میں معطل رہی۔ سیاسی جماعتوں کے رہنماؤں نے مذاکرات پر زور دیا اور کہا کہ تمام معاملات آئین اور قانون کے مطابق حل کیے جائیں، شہریوں کو آمد و رفت میں مشکلات کا سامنا کرنا پڑا اور تعلیمی ادارے بند رہے۔: [81, 1733, 158, 1935]
item-header: [396, 655, 473, 665]
item-body: اسلام آباد (نمائندہ خصوصی) احتجاج کے دوران ڈی چوک اور اطراف میں پولیس اور مظاہرین کے درمیان جھڑپیں ہوئیں، حکومت نے شہر کی سیکیورٹی سخت کر دی اور داخلی راستوں پر کنٹینر لگا دیے گئے۔ وزیر داخلہ نے کہا کہ امن و امان برقرار رکھنے کے لیے تمام اقدامات کیے جائیں گے، رینجرز اور پولیس کے اہلکار شہر کے مختلف مقامات پر تعینات ہیں جبکہ موبائل سروس بعض علاقوں میں معطل رہی۔ سیاسی جماعتوں کے رہنماؤں نے مذاکرات پر زور دیا اور کہا کہ تمام معاملات آئین اور قانون کے مطابق حل کیے جائیں، شہریوں کو آمد و رفت میں مشکلات کا سامنا کرنا پڑا اور تعلیمی ادارے بند رہے۔ اسلام آباد (نمائندہ خصوصی) احتجاج کے دوران ڈی چوک اور اطراف میں پولیس اور مظاہرین کے درمیان جھڑپیں ہوئیں، حکومت نے شہر کی سیکیورٹی سخت کر دی اور داخلی راستوں پر کنٹینر لگا دیے گئے۔ وزیر داخلہ نے کہا کہ امن و امان برقرار رکھنے کے لیے تمام اقدامات کیے جائیں گے، رینجرز اور پولیس کے اہلکار شہر کے مختلف مقامات پر تعینات ہیں جبکہ موبائل سروس بعض علاقوں میں معطل رہی۔ سیاسی جماعتوں کے رہنماؤں نے مذاکرات پر زور دیا اور کہا کہ تمام معاملات آئین اور قانون کے مطابق حل کیے جائیں، شہریوں کو آمد و رفت میں مشکلات کا سامنا کرنا پڑا اور تعلیمی ادارے بند رہے۔: [239, 665, 315, 867]
item-number: 51: [143, 15, 158, 23]
news-item: [317, 442, 395, 654]
item-header: [159, 442, 237, 451]
item-body: اسلام آباد (نمائندہ خصوصی) احتجاج کے دوران ڈی چوک اور اطراف میں پولیس اور مظاہرین کے درمیان جھڑپیں ہوئیں، حکومت نے شہر کی سیکیورٹی سخت کر دی اور داخلی راستوں پر کنٹینر لگا دیے گئے۔ وزیر داخلہ نے کہا کہ امن و امان برقرار رکھنے کے لیے تمام اقدامات کیے جائیں گے، رینجرز اور پولیس کے اہلکار شہر کے مختلف مقامات پر تعینات ہیں جبکہ موبائل سروس بعض علاقوں میں معطل رہی۔ سیاسی جماعتوں کے رہنماؤں نے مذاکرات پر زور دیا اور کہا کہ تمام معاملات آئین اور قانون کے مطابق حل کیے جائیں، شہریوں کو آمد و رفت میں مشکلات کا سامنا کرنا پڑا اور تعلیمی ادارے بند رہے۔ اسلام آباد (نمائندہ خصوصی) احتجاج کے دوران ڈی چوک اور اطراف میں پولیس اور مظاہرین کے درمیان جھڑپیں ہوئیں، حکومت نے شہر کی سیکیورٹی سخت کر دی اور داخلی راستوں پر کنٹینر لگا دیے گئے۔ وزیر داخلہ نے کہا کہ امن و امان برقرار رکھنے کے لیے تمام اقدامات کیے جائیں گے، رینجرز اور پولیس کے اہلکار شہر کے مختلف مقامات پر تعینات ہیں جبکہ موبائل سروس بعض علاقوں میں معطل رہی۔ سیاسی جماعتوں کے رہنماؤں نے مذاکرات پر زور دیا اور کہا کہ تمام معاملات آئین اور قانون کے مطابق حل کیے جائیں، شہریوں کو آمد و رفت میں مشکلات کا سامنا کرنا پڑا اور تعلیمی ادارے بند رہے۔: [554, 25, 630, 226]
item-label: تجویز: [554, 1083, 615, 1091]
item-header: [81, 228, 158, 238]
news-item: [81, 1082, 158, 1295]
item-header: [81, 655, 158, 665]
news-item: [81, 2364, 158, 2576]
item-number: 26: [379, 442, 394, 451]
item-number: 28: [379, 869, 394, 878]
item-label: تجویز: [160, 1296, 221, 1305]
item-label: تجویز: [554, 442, 615, 451]
item-label: تجویز: [239, 15, 300, 23]
item-body: اسلام آباد (نمائندہ خصوصی) احتجاج کے دوران ڈی چوک اور اطراف میں پولیس اور مظاہرین کے درمیان جھڑپیں ہوئیں، حکومت نے شہر کی سیکیورٹی سخت کر دی اور داخلی راستوں پر کنٹینر لگا دیے گئے۔ وزیر داخلہ نے کہا کہ امن و امان برقرار رکھنے کے لیے تمام اقدامات کیے جائیں گے، رینجرز اور پولیس کے اہلکار شہر کے مختلف مقامات پر تعینات ہیں جبکہ موبائل سروس بعض علاقوں میں معطل رہی۔ سیاسی جماعتوں کے رہنماؤں نے مذاکرات پر زور دیا اور کہا کہ تمام معاملات آئین اور قانون کے مطابق حل کیے جائیں، شہریوں کو آمد و رفت میں مشکلات کا سامنا کرنا پڑا اور تعلیمی ادارے بند رہے۔ اسلام آباد (نمائندہ خصوصی) احتجاج کے دوران ڈی چوک اور اطراف میں پولیس اور مظاہرین کے درمیان جھڑپیں ہوئیں، حکومت نے شہر کی سیکیورٹی سخت کر دی اور داخلی راستوں پر کنٹینر لگا دیے گئے۔ وزیر داخلہ نے کہا کہ امن و امان برقرار رکھنے کے لیے تمام اقدامات کیے جائیں گے، رینجرز اور پولیس کے اہلکار شہر کے مختلف مقامات پر تعینات ہیں جبکہ موبائل سروس بعض علاقوں میں معطل رہی۔ سیاسی جماعتوں کے رہنماؤں نے مذاکرات پر زور دیا اور کہا کہ تمام معاملات آئین اور قانون کے مطابق حل کیے جائیں، شہریوں کو آمد و رفت میں مشکلات کا سامنا کرنا پڑا اور تعلیمی ادارے بند رہے۔: [554, 452, 630, 653]
item-header: [396, 442, 473, 451]
item-label: تجویز: [81, 1937, 143, 1946]
item-number: 67: [64, 844, 79, 852]
item-body: اسلام آباد (نمائندہ خصوصی) احتجاج کے دوران ڈی چوک اور اطراف میں پولیس اور مظاہرین کے درمیان جھڑپیں ہوئیں، حکومت نے شہر کی سیکیورٹی سخت کر دی اور داخلی راستوں پر کنٹینر لگا دیے گئے۔ وزیر داخلہ نے کہا کہ امن و امان برقرار رکھنے کے لیے تمام اقدامات کیے جائیں گے، رینجرز اور پولیس کے اہلکار شہر کے مختلف مقامات پر تعینات ہیں جبکہ موبائل سروس بعض علاقوں میں معطل رہی۔ سیاسی جماعتوں کے رہنماؤں نے مذاکرات پر زور دیا اور کہا کہ تمام معاملات آئین اور قانون کے مطابق حل کیے جائیں، شہریوں کو آمد و رفت میں مشکلات کا سامنا کرنا پڑا اور تعلیمی ادارے بند رہے۔ اسلام آباد (نمائندہ خصوصی) احتجاج کے دوران ڈی چوک اور اطراف میں پولیس اور مظاہرین کے درمیان جھڑپیں ہوئیں، حکومت نے شہر کی سیکیورٹی سخت کر دی اور داخلی راستوں پر کنٹینر لگا دیے گئے۔ وزیر داخلہ نے کہا کہ امن و امان برقرار رکھنے کے لیے تمام اقدامات کیے جائیں گے، رینجرز اور پولیس کے اہلکار شہر کے مختلف مقامات پر تعینات ہیں جبکہ موبائل سروس بعض علاقوں میں معطل رہی۔ سیاسی جماعتوں کے رہنماؤں نے مذاکرات پر زور دیا اور کہا کہ تمام معاملات آئین اور قانون کے مطابق حل کیے جائیں، شہریوں کو آمد و رفت میں مشکلات کا سامنا کرنا پڑا اور تعلیمی ادارے بند رہے۔: [475, 1092, 552, 1294]
item-header: [475, 14, 552, 24]
item-header: [396, 1296, 473, 1305]
item-body: اسلام آباد (نمائندہ خصوصی) احتجاج کے دوران ڈی چوک اور اطراف میں پولیس اور مظاہرین کے درمیان جھڑپیں ہوئیں، حکومت نے شہر کی سیکیورٹی سخت کر دی اور داخلی راستوں پر کنٹینر لگا دیے گئے۔ وزیر داخلہ نے کہا کہ امن و امان برقرار رکھنے کے لیے تمام اقدامات کیے جائیں گے، رینجرز اور پولیس کے اہلکار شہر کے مختلف مقامات پر تعینات ہیں جبکہ موبائل سروس بعض علاقوں میں معطل رہی۔ سیاسی جماعتوں کے رہنماؤں نے مذاکرات پر زور دیا اور کہا کہ تمام معاملات آئین اور قانون کے مطابق حل کیے جائیں، شہریوں کو آمد و رفت میں مشکلات کا سامنا کرنا پڑا اور تعلیمی ادارے بند رہے۔ اسلام آباد (نمائندہ خصوصی) احتجاج کے دوران ڈی چوک اور اطراف میں پولیس اور مظاہرین کے درمیان جھڑپیں ہوئیں، حکومت نے شہر کی سیکیورٹی سخت کر دی اور داخلی راستوں پر کنٹینر لگا دیے گئے۔ وزیر داخلہ نے کہا کہ امن و امان برقرار رکھنے کے لیے تمام اقدامات کیے جائیں گے، رینجرز اور پولیس کے اہلکار شہر کے مختلف مقامات پر تعینات ہیں جبکہ موبائل سروس بعض علاقوں میں معطل رہی۔ سیاسی جماعتوں کے رہنماؤں نے مذاکرات پر زور دیا اور کہا کہ تمام معاملات آئین اور قانون کے مطابق حل کیے جائیں، شہریوں کو آمد و رفت میں مشکلات کا سامنا کرنا پڑا اور تعلیمی ادارے بند رہے۔: [239, 238, 315, 440]
item-label: تجویز: [239, 869, 300, 878]
news-item: [475, 655, 552, 867]
news-item: [238, 1296, 316, 1508]
item-header: [159, 228, 237, 238]
news-item: [238, 442, 316, 654]
item-number: 27: [379, 656, 394, 664]
item-number: 35: [300, 229, 315, 237]
item-header: [238, 1723, 316, 1733]
item-body: اسلام آباد (نمائندہ خصوصی) احتجاج کے دوران ڈی چوک اور اطراف میں پولیس اور مظاہرین کے درمیان جھڑپیں ہوئیں، حکومت نے شہر کی سیکیورٹی سخت کر دی اور داخلی راستوں پر کنٹینر لگا دیے گئے۔ وزیر داخلہ نے کہا کہ امن و امان برقرار رکھنے کے لیے تمام اقدامات کیے جائیں گے، رینجرز اور پولیس کے اہلکار شہر کے مختلف مقامات پر تعینات ہیں جبکہ موبائل سروس بعض علاقوں میں معطل رہی۔ سیاسی جماعتوں کے رہنماؤں نے مذاکرات پر زور دیا اور کہا کہ تمام معاملات آئین اور قانون کے مطابق حل کیے جائیں، شہریوں کو آمد و رفت میں مشکلات کا سامنا کرنا پڑا اور تعلیمی ادارے بند رہے۔ اسلام آباد (نمائندہ خصوصی) احتجاج کے دوران ڈی چوک اور اطراف میں پولیس اور مظاہرین کے درمیان جھڑپیں ہوئیں، حکومت نے شہر کی سیکیورٹی سخت کر دی اور داخلی راستوں پر کنٹینر لگا دیے گئے۔ وزیر داخلہ نے کہا کہ امن و امان برقرار رکھنے کے لیے تمام اقدامات کیے جائیں گے، رینجرز اور پولیس کے اہلکار شہر کے مختلف مقامات پر تعینات ہیں جبکہ موبائل سروس بعض علاقوں میں معطل رہی۔ سیاسی جماعتوں کے رہنماؤں نے مذاکرات پر زور دیا اور کہا کہ تمام معاملات آئین اور قانون کے مطابق حل کیے جائیں، شہریوں کو آمد و رفت میں مشکلات کا سامنا کرنا پڑا اور تعلیمی ادارے بند رہے۔: [1, 439, 79, 634]
item-label: تجویز: [396, 229, 458, 237]
item-body: اسلام آباد (نمائندہ خصوصی) احتجاج کے دوران ڈی چوک اور اطراف میں پولیس اور مظاہرین کے درمیان جھڑپیں ہوئیں، حکومت نے شہر کی سیکیورٹی سخت کر دی اور داخلی راستوں پر کنٹینر لگا دیے گئے۔ وزیر داخلہ نے کہا کہ امن و امان برقرار رکھنے کے لیے تمام اقدامات کیے جائیں گے، رینجرز اور پولیس کے اہلکار شہر کے مختلف مقامات پر تعینات ہیں جبکہ موبائل سروس بعض علاقوں میں معطل رہی۔ سیاسی جماعتوں کے رہنماؤں نے مذاکرات پر زور دیا اور کہا کہ تمام معاملات آئین اور قانون کے مطابق حل کیے جائیں، شہریوں کو آمد و رفت میں مشکلات کا سامنا کرنا پڑا اور تعلیمی ادارے بند رہے۔ اسلام آباد (نمائندہ خصوصی) احتجاج کے دوران ڈی چوک اور اطراف میں پولیس اور مظاہرین کے درمیان جھڑپیں ہوئیں، حکومت نے شہر کی سیکیورٹی سخت کر دی اور داخلی راستوں پر کنٹینر لگا دیے گئے۔ وزیر داخلہ نے کہا کہ امن و امان برقرار رکھنے کے لیے تمام اقدامات کیے جائیں گے، رینجرز اور پولیس کے اہلکار شہر کے مختلف مقامات پر تعینات ہیں جبکہ موبائل سروس بعض علاقوں میں معطل رہی۔ سیاسی جماعتوں کے رہنماؤں نے مذاکرات پر زور دیا اور کہا کہ تمام معاملات آئین اور قانون کے مطابق حل کیے جائیں، شہریوں کو آمد و رفت میں مشکلات کا سامنا کرنا پڑا اور تعلیمی ادارے بند رہے۔: [1, 25, 79, 220]
item-body: اسلام آباد (نمائندہ خصوصی) احتجاج کے دوران ڈی چوک اور اطراف میں پولیس اور مظاہرین کے درمیان جھڑپیں ہوئیں، حکومت نے شہر کی سیکیورٹی سخت کر دی اور داخلی راستوں پر کنٹینر لگا دیے گئے۔ وزیر داخلہ نے کہا کہ امن و امان برقرار رکھنے کے لیے تمام اقدامات کیے جائیں گے، رینجرز اور پولیس کے اہلکار شہر کے مختلف مقامات پر تعینات ہیں جبکہ موبائل سروس بعض علاقوں میں معطل رہی۔ سیاسی جماعتوں کے رہنماؤں نے مذاکرات پر زور دیا اور کہا کہ تمام معاملات آئین اور قانون کے مطابق حل کیے جائیں، شہریوں کو آمد و رفت میں مشکلات کا سامنا کرنا پڑا اور تعلیمی ادارے بند رہے۔ اسلام آباد (نمائندہ خصوصی) احتجاج کے دوران ڈی چوک اور اطراف میں پولیس اور مظاہرین کے درمیان جھڑپیں ہوئیں، حکومت نے شہر کی سیکیورٹی سخت کر دی اور داخلی راستوں پر کنٹینر لگا دیے گئے۔ وزیر داخلہ نے کہا کہ امن و امان برقرار رکھنے کے لیے تمام اقدامات کیے جائیں گے، رینجرز اور پولیس کے اہلکار شہر کے مختلف مقامات پر تعینات ہیں جبکہ موبائل سروس بعض علاقوں میں معطل رہی۔ سیاسی جماعتوں کے رہنماؤں نے مذاکرات پر زور دیا اور کہا کہ تمام معاملات آئین اور قانون کے مطابق حل کیے جائیں، شہریوں کو آمد و رفت میں مشکلات کا سامنا کرنا پڑا اور تعلیمی ادارے بند رہے۔: [81, 665, 158, 867]
item-header: [553, 228, 631, 238]
news-item: [553, 655, 631, 867]
item-body: اسلام آباد (نمائندہ خصوصی) احتجاج کے دوران ڈی چوک اور اطراف میں پولیس اور مظاہرین کے درمیان جھڑپیں ہوئیں، حکومت نے شہر کی سیکیورٹی سخت کر دی اور داخلی راستوں پر کنٹینر لگا دیے گئے۔ وزیر داخلہ نے کہا کہ امن و امان برقرار رکھنے کے لیے تمام اقدامات کیے جائیں گے، رینجرز اور پولیس کے اہلکار شہر کے مختلف مقامات پر تعینات ہیں جبکہ موبائل سروس بعض علاقوں میں معطل رہی۔ سیاسی جماعتوں کے رہنماؤں نے مذاکرات پر زور دیا اور کہا کہ تمام معاملات آئین اور قانون کے مطابق حل کیے جائیں، شہریوں کو آمد و رفت میں مشکلات کا سامنا کرنا پڑا اور تعلیمی ادارے بند رہے۔ اسلام آباد (نمائندہ خصوصی) احتجاج کے دوران ڈی چوک اور اطراف میں پولیس اور مظاہرین کے درمیان جھڑپیں ہوئیں، حکومت نے شہر کی سیکیورٹی سخت کر دی اور داخلی راستوں پر کنٹینر لگا دیے گئے۔ وزیر داخلہ نے کہا کہ امن و امان برقرار رکھنے کے لیے تمام اقدامات کیے جائیں گے، رینجرز اور پولیس کے اہلکار شہر کے مختلف مقامات پر تعینات ہیں جبکہ موبائل سروس بعض علاقوں میں معطل رہی۔ سیاسی جماعتوں کے رہنماؤں نے مذاکرات پر زور دیا اور کہا کہ تمام معاملات آئین اور قانون کے مطابق حل کیے جائیں، شہریوں کو آمد و رفت میں مشکلات کا سامنا کرنا پڑا اور تعلیمی ادارے بند رہے۔: [239, 1947, 315, 2148]
item-label: تجویز: [81, 1296, 143, 1305]
item-body: اسلام آباد (نمائندہ خصوصی) احتجاج کے دوران ڈی چوک اور اطراف میں پولیس اور مظاہرین کے درمیان جھڑپیں ہوئیں، حکومت نے شہر کی سیکیورٹی سخت کر دی اور داخلی راستوں پر کنٹینر لگا دیے گئے۔ وزیر داخلہ نے کہا کہ امن و امان برقرار رکھنے کے لیے تمام اقدامات کیے جائیں گے، رینجرز اور پولیس کے اہلکار شہر کے مختلف مقامات پر تعینات ہیں جبکہ موبائل سروس بعض علاقوں میں معطل رہی۔ سیاسی جماعتوں کے رہنماؤں نے مذاکرات پر زور دیا اور کہا کہ تمام معاملات آئین اور قانون کے مطابق حل کیے جائیں، شہریوں کو آمد و رفت میں مشکلات کا سامنا کرنا پڑا اور تعلیمی ادارے بند رہے۔ اسلام آباد (نمائندہ خصوصی) احتجاج کے دوران ڈی چوک اور اطراف میں پولیس اور مظاہرین کے درمیان جھڑپیں ہوئیں، حکومت نے شہر کی سیکیورٹی سخت کر دی اور داخلی راستوں پر کنٹینر لگا دیے گئے۔ وزیر داخلہ نے کہا کہ امن و امان برقرار رکھنے کے لیے تمام اقدامات کیے جائیں گے، رینجرز اور پولیس کے اہلکار شہر کے مختلف مقامات پر تعینات ہیں جبکہ موبائل سروس بعض علاقوں میں معطل رہی۔ سیاسی جماعتوں کے رہنماؤں نے مذاکرات پر زور دیا اور کہا کہ تمام معاملات آئین اور قانون کے مطابق حل کیے جائیں، شہریوں کو آمد و رفت میں مشکلات کا سامنا کرنا پڑا اور تعلیمی ادارے بند رہے۔: [239, 1520, 315, 1721]
item-number: 43: [300, 1937, 315, 1946]
item-body: اسلام آباد (نمائندہ خصوصی) احتجاج کے دوران ڈی چوک اور اطراف میں پولیس اور مظاہرین کے درمیان جھڑپیں ہوئیں، حکومت نے شہر کی سیکیورٹی سخت کر دی اور داخلی راستوں پر کنٹینر لگا دیے گئے۔ وزیر داخلہ نے کہا کہ امن و امان برقرار رکھنے کے لیے تمام اقدامات کیے جائیں گے، رینجرز اور پولیس کے اہلکار شہر کے مختلف مقامات پر تعینات ہیں جبکہ موبائل سروس بعض علاقوں میں معطل رہی۔ سیاسی جماعتوں کے رہنماؤں نے مذاکرات پر زور دیا اور کہا کہ تمام معاملات آئین اور قانون کے مطابق حل کیے جائیں، شہریوں کو آمد و رفت میں مشکلات کا سامنا کرنا پڑا اور تعلیمی ادارے بند رہے۔ اسلام آباد (نمائندہ خصوصی) احتجاج کے دوران ڈی چوک اور اطراف میں پولیس اور مظاہرین کے درمیان جھڑپیں ہوئیں، حکومت نے شہر کی سیکیورٹی سخت کر دی اور داخلی راستوں پر کنٹینر لگا دیے گئے۔ وزیر داخلہ نے کہا کہ امن و امان برقرار رکھنے کے لیے تمام اقدامات کیے جائیں گے، رینجرز اور پولیس کے اہلکار شہر کے مختلف مقامات پر تعینات ہیں جبکہ موبائل سروس بعض علاقوں میں معطل رہی۔ سیاسی جماعتوں کے رہنماؤں نے مذاکرات پر زور دیا اور کہا کہ تمام معاملات آئین اور قانون کے مطابق حل کیے جائیں، شہریوں کو آمد و رفت میں مشکلات کا سامنا کرنا پڑا اور تعلیمی ادارے بند رہے۔: [475, 879, 552, 1080]
item-header: [396, 1509, 473, 1519]
column-1: [553, 13, 631, 1508]
item-header: [396, 869, 473, 878]
item-number: 52: [143, 229, 158, 237]
item-body: اسلام آباد (نمائندہ خصوصی) احتجاج کے دوران ڈی چوک اور اطراف میں پولیس اور مظاہرین کے درمیان جھڑپیں ہوئیں، حکومت نے شہر کی سیکیورٹی سخت کر دی اور داخلی راستوں پر کنٹینر لگا دیے گئے۔ وزیر داخلہ نے کہا کہ امن و امان برقرار رکھنے کے لیے تمام اقدامات کیے جائیں گے، رینجرز اور پولیس کے اہلکار شہر کے مختلف مقامات پر تعینات ہیں جبکہ موبائل سروس بعض علاقوں میں معطل رہی۔ سیاسی جماعتوں کے رہنماؤں نے مذاکرات پر زور دیا اور کہا کہ تمام معاملات آئین اور قانون کے مطابق حل کیے جائیں، شہریوں کو آمد و رفت میں مشکلات کا سامنا کرنا پڑا اور تعلیمی ادارے بند رہے۔ اسلام آباد (نمائندہ خصوصی) احتجاج کے دوران ڈی چوک اور اطراف میں پولیس اور مظاہرین کے درمیان جھڑپیں ہوئیں، حکومت نے شہر کی سیکیورٹی سخت کر دی اور داخلی راستوں پر کنٹینر لگا دیے گئے۔ وزیر داخلہ نے کہا کہ امن و امان برقرار رکھنے کے لیے تمام اقدامات کیے جائیں گے، رینجرز اور پولیس کے اہلکار شہر کے مختلف مقامات پر تعینات ہیں جبکہ موبائل سروس بعض علاقوں میں معطل رہی۔ سیاسی جماعتوں کے رہنماؤں نے مذاکرات پر زور دیا اور کہا کہ تمام معاملات آئین اور قانون کے مطابق حل کیے جائیں، شہریوں کو آمد و رفت میں مشکلات کا سامنا کرنا پڑا اور تعلیمی ادارے بند رہے۔: [554, 1306, 630, 1508]
item-header: [159, 1296, 237, 1305]
item-header: [0, 429, 79, 439]
item-header: [553, 14, 631, 24]
item-number: 36: [300, 442, 315, 451]
item-header: [317, 228, 395, 238]
item-number: 1: [615, 15, 630, 23]
column-2: [474, 13, 552, 1508]
item-label: تجویز: [475, 442, 537, 451]
item-header: [317, 1937, 395, 1946]
item-label: تجویز: [81, 442, 143, 451]
item-label: تجویز: [1, 223, 64, 231]
item-label: تجویز: [160, 15, 221, 23]
item-body: اسلام آباد (نمائندہ خصوصی) احتجاج کے دوران ڈی چوک اور اطراف میں پولیس اور مظاہرین کے درمیان جھڑپیں ہوئیں، حکومت نے شہر کی سیکیورٹی سخت کر دی اور داخلی راستوں پر کنٹینر لگا دیے گئے۔ وزیر داخلہ نے کہا کہ امن و امان برقرار رکھنے کے لیے تمام اقدامات کیے جائیں گے، رینجرز اور پولیس کے اہلکار شہر کے مختلف مقامات پر تعینات ہیں جبکہ موبائل سروس بعض علاقوں میں معطل رہی۔ سیاسی جماعتوں کے رہنماؤں نے مذاکرات پر زور دیا اور کہا کہ تمام معاملات آئین اور قانون کے مطابق حل کیے جائیں، شہریوں کو آمد و رفت میں مشکلات کا سامنا کرنا پڑا اور تعلیمی ادارے بند رہے۔ اسلام آباد (نمائندہ خصوصی) احتجاج کے دوران ڈی چوک اور اطراف میں پولیس اور مظاہرین کے درمیان جھڑپیں ہوئیں، حکومت نے شہر کی سیکیورٹی سخت کر دی اور داخلی راستوں پر کنٹینر لگا دیے گئے۔ وزیر داخلہ نے کہا کہ امن و امان برقرار رکھنے کے لیے تمام اقدامات کیے جائیں گے، رینجرز اور پولیس کے اہلکار شہر کے مختلف مقامات پر تعینات ہیں جبکہ موبائل سروس بعض علاقوں میں معطل رہی۔ سیاسی جماعتوں کے رہنماؤں نے مذاکرات پر زور دیا اور کہا کہ تمام معاملات آئین اور قانون کے مطابق حل کیے جائیں، شہریوں کو آمد و رفت میں مشکلات کا سامنا کرنا پڑا اور تعلیمی ادارے بند رہے۔: [160, 665, 236, 867]
item-label: تجویز: [160, 229, 221, 237]
item-number: 29: [379, 1083, 394, 1091]
item-header: [317, 1082, 395, 1092]
news-item: [238, 14, 316, 227]
item-body: اسلام آباد (نمائندہ خصوصی) احتجاج کے دوران ڈی چوک اور اطراف میں پولیس اور مظاہرین کے درمیان جھڑپیں ہوئیں، حکومت نے شہر کی سیکیورٹی سخت کر دی اور داخلی راستوں پر کنٹینر لگا دیے گئے۔ وزیر داخلہ نے کہا کہ امن و امان برقرار رکھنے کے لیے تمام اقدامات کیے جائیں گے، رینجرز اور پولیس کے اہلکار شہر کے مختلف مقامات پر تعینات ہیں جبکہ موبائل سروس بعض علاقوں میں معطل رہی۔ سیاسی جماعتوں کے رہنماؤں نے مذاکرات پر زور دیا اور کہا کہ تمام معاملات آئین اور قانون کے مطابق حل کیے جائیں، شہریوں کو آمد و رفت میں مشکلات کا سامنا کرنا پڑا اور تعلیمی ادارے بند رہے۔ اسلام آباد (نمائندہ خصوصی) احتجاج کے دوران ڈی چوک اور اطراف میں پولیس اور مظاہرین کے درمیان جھڑپیں ہوئیں، حکومت نے شہر کی سیکیورٹی سخت کر دی اور داخلی راستوں پر کنٹینر لگا دیے گئے۔ وزیر داخلہ نے کہا کہ امن و امان برقرار رکھنے کے لیے تمام اقدامات کیے جائیں گے، رینجرز اور پولیس کے اہلکار شہر کے مختلف مقامات پر تعینات ہیں جبکہ موبائل سروس بعض علاقوں میں معطل رہی۔ سیاسی جماعتوں کے رہنماؤں نے مذاکرات پر زور دیا اور کہا کہ تمام معاملات آئین اور قانون کے مطابق حل کیے جائیں، شہریوں کو آمد و رفت میں مشکلات کا سامنا کرنا پڑا اور تعلیمی ادارے بند رہے۔: [318, 1306, 394, 1508]
item-label: تجویز: [239, 442, 300, 451]
item-body: اسلام آباد (نمائندہ خصوصی) احتجاج کے دوران ڈی چوک اور اطراف میں پولیس اور مظاہرین کے درمیان جھڑپیں ہوئیں، حکومت نے شہر کی سیکیورٹی سخت کر دی اور داخلی راستوں پر کنٹینر لگا دیے گئے۔ وزیر داخلہ نے کہا کہ امن و امان برقرار رکھنے کے لیے تمام اقدامات کیے جائیں گے، رینجرز اور پولیس کے اہلکار شہر کے مختلف مقامات پر تعینات ہیں جبکہ موبائل سروس بعض علاقوں میں معطل رہی۔ سیاسی جماعتوں کے رہنماؤں نے مذاکرات پر زور دیا اور کہا کہ تمام معاملات آئین اور قانون کے مطابق حل کیے جائیں، شہریوں کو آمد و رفت میں مشکلات کا سامنا کرنا پڑا اور تعلیمی ادارے بند رہے۔ اسلام آباد (نمائندہ خصوصی) احتجاج کے دوران ڈی چوک اور اطراف میں پولیس اور مظاہرین کے درمیان جھڑپیں ہوئیں، حکومت نے شہر کی سیکیورٹی سخت کر دی اور داخلی راستوں پر کنٹینر لگا دیے گئے۔ وزیر داخلہ نے کہا کہ امن و امان برقرار رکھنے کے لیے تمام اقدامات کیے جائیں گے، رینجرز اور پولیس کے اہلکار شہر کے مختلف مقامات پر تعینات ہیں جبکہ موبائل سروس بعض علاقوں میں معطل رہی۔ سیاسی جماعتوں کے رہنماؤں نے مذاکرات پر زور دیا اور کہا کہ تمام معاملات آئین اور قانون کے مطابق حل کیے جائیں، شہریوں کو آمد و رفت میں مشکلات کا سامنا کرنا پڑا اور تعلیمی ادارے بند رہے۔: [239, 1733, 315, 1935]
news-item: [553, 14, 631, 227]
item-number: 5: [615, 869, 630, 878]
item-header: [81, 14, 158, 24]
item-body: اسلام آباد (نمائندہ خصوصی) احتجاج کے دوران ڈی چوک اور اطراف میں پولیس اور مظاہرین کے درمیان جھڑپیں ہوئیں، حکومت نے شہر کی سیکیورٹی سخت کر دی اور داخلی راستوں پر کنٹینر لگا دیے گئے۔ وزیر داخلہ نے کہا کہ امن و امان برقرار رکھنے کے لیے تمام اقدامات کیے جائیں گے، رینجرز اور پولیس کے اہلکار شہر کے مختلف مقامات پر تعینات ہیں جبکہ موبائل سروس بعض علاقوں میں معطل رہی۔ سیاسی جماعتوں کے رہنماؤں نے مذاکرات پر زور دیا اور کہا کہ تمام معاملات آئین اور قانون کے مطابق حل کیے جائیں، شہریوں کو آمد و رفت میں مشکلات کا سامنا کرنا پڑا اور تعلیمی ادارے بند رہے۔ اسلام آباد (نمائندہ خصوصی) احتجاج کے دوران ڈی چوک اور اطراف میں پولیس اور مظاہرین کے درمیان جھڑپیں ہوئیں، حکومت نے شہر کی سیکیورٹی سخت کر دی اور داخلی راستوں پر کنٹینر لگا دیے گئے۔ وزیر داخلہ نے کہا کہ امن و امان برقرار رکھنے کے لیے تمام اقدامات کیے جائیں گے، رینجرز اور پولیس کے اہلکار شہر کے مختلف مقامات پر تعینات ہیں جبکہ موبائل سروس بعض علاقوں میں معطل رہی۔ سیاسی جماعتوں کے رہنماؤں نے مذاکرات پر زور دیا اور کہا کہ تمام معاملات آئین اور قانون کے مطابق حل کیے جائیں، شہریوں کو آمد و رفت میں مشکلات کا سامنا کرنا پڑا اور تعلیمی ادارے بند رہے۔: [239, 1306, 315, 1508]
item-label: تجویز: [396, 442, 458, 451]
item-body: اسلام آباد (نمائندہ خصوصی) احتجاج کے دوران ڈی چوک اور اطراف میں پولیس اور مظاہرین کے درمیان جھڑپیں ہوئیں، حکومت نے شہر کی سیکیورٹی سخت کر دی اور داخلی راستوں پر کنٹینر لگا دیے گئے۔ وزیر داخلہ نے کہا کہ امن و امان برقرار رکھنے کے لیے تمام اقدامات کیے جائیں گے، رینجرز اور پولیس کے اہلکار شہر کے مختلف مقامات پر تعینات ہیں جبکہ موبائل سروس بعض علاقوں میں معطل رہی۔ سیاسی جماعتوں کے رہنماؤں نے مذاکرات پر زور دیا اور کہا کہ تمام معاملات آئین اور قانون کے مطابق حل کیے جائیں، شہریوں کو آمد و رفت میں مشکلات کا سامنا کرنا پڑا اور تعلیمی ادارے بند رہے۔ اسلام آباد (نمائندہ خصوصی) احتجاج کے دوران ڈی چوک اور اطراف میں پولیس اور مظاہرین کے درمیان جھڑپیں ہوئیں، حکومت نے شہر کی سیکیورٹی سخت کر دی اور داخلی راستوں پر کنٹینر لگا دیے گئے۔ وزیر داخلہ نے کہا کہ امن و امان برقرار رکھنے کے لیے تمام اقدامات کیے جائیں گے، رینجرز اور پولیس کے اہلکار شہر کے مختلف مقامات پر تعینات ہیں جبکہ موبائل سروس بعض علاقوں میں معطل رہی۔ سیاسی جماعتوں کے رہنماؤں نے مذاکرات پر زور دیا اور کہا کہ تمام معاملات آئین اور قانون کے مطابق حل کیے جائیں، شہریوں کو آمد و رفت میں مشکلات کا سامنا کرنا پڑا اور تعلیمی ادارے بند رہے۔: [81, 1520, 158, 1721]
news-item: [0, 843, 79, 1050]
item-label: تجویز: [1, 844, 64, 852]
item-number: 62: [143, 2364, 158, 2373]
item-body: اسلام آباد (نمائندہ خصوصی) احتجاج کے دوران ڈی چوک اور اطراف میں پولیس اور مظاہرین کے درمیان جھڑپیں ہوئیں، حکومت نے شہر کی سیکیورٹی سخت کر دی اور داخلی راستوں پر کنٹینر لگا دیے گئے۔ وزیر داخلہ نے کہا کہ امن و امان برقرار رکھنے کے لیے تمام اقدامات کیے جائیں گے، رینجرز اور پولیس کے اہلکار شہر کے مختلف مقامات پر تعینات ہیں جبکہ موبائل سروس بعض علاقوں میں معطل رہی۔ سیاسی جماعتوں کے رہنماؤں نے مذاکرات پر زور دیا اور کہا کہ تمام معاملات آئین اور قانون کے مطابق حل کیے جائیں، شہریوں کو آمد و رفت میں مشکلات کا سامنا کرنا پڑا اور تعلیمی ادارے بند رہے۔ اسلام آباد (نمائندہ خصوصی) احتجاج کے دوران ڈی چوک اور اطراف میں پولیس اور مظاہرین کے درمیان جھڑپیں ہوئیں، حکومت نے شہر کی سیکیورٹی سخت کر دی اور داخلی راستوں پر کنٹینر لگا دیے گئے۔ وزیر داخلہ نے کہا کہ امن و امان برقرار رکھنے کے لیے تمام اقدامات کیے جائیں گے، رینجرز اور پولیس کے اہلکار شہر کے مختلف مقامات پر تعینات ہیں جبکہ موبائل سروس بعض علاقوں میں معطل رہی۔ سیاسی جماعتوں کے رہنماؤں نے مذاکرات پر زور دیا اور کہا کہ تمام معاملات آئین اور قانون کے مطابق حل کیے جائیں، شہریوں کو آمد و رفت میں مشکلات کا سامنا کرنا پڑا اور تعلیمی ادارے بند رہے۔: [396, 238, 473, 440]
item-label: تجویز: [81, 2151, 143, 2159]
news-item: [159, 14, 237, 227]
news-item: [317, 1509, 395, 1722]
item-header: [159, 869, 237, 878]
item-label: تجویز: [318, 15, 379, 23]
item-body: اسلام آباد (نمائندہ خصوصی) احتجاج کے دوران ڈی چوک اور اطراف میں پولیس اور مظاہرین کے درمیان جھڑپیں ہوئیں، حکومت نے شہر کی سیکیورٹی سخت کر دی اور داخلی راستوں پر کنٹینر لگا دیے گئے۔ وزیر داخلہ نے کہا کہ امن و امان برقرار رکھنے کے لیے تمام اقدامات کیے جائیں گے، رینجرز اور پولیس کے اہلکار شہر کے مختلف مقامات پر تعینات ہیں جبکہ موبائل سروس بعض علاقوں میں معطل رہی۔ سیاسی جماعتوں کے رہنماؤں نے مذاکرات پر زور دیا اور کہا کہ تمام معاملات آئین اور قانون کے مطابق حل کیے جائیں، شہریوں کو آمد و رفت میں مشکلات کا سامنا کرنا پڑا اور تعلیمی ادارے بند رہے۔ اسلام آباد (نمائندہ خصوصی) احتجاج کے دوران ڈی چوک اور اطراف میں پولیس اور مظاہرین کے درمیان جھڑپیں ہوئیں، حکومت نے شہر کی سیکیورٹی سخت کر دی اور داخلی راستوں پر کنٹینر لگا دیے گئے۔ وزیر داخلہ نے کہا کہ امن و امان برقرار رکھنے کے لیے تمام اقدامات کیے جائیں گے، رینجرز اور پولیس کے اہلکار شہر کے مختلف مقامات پر تعینات ہیں جبکہ موبائل سروس بعض علاقوں میں معطل رہی۔ سیاسی جماعتوں کے رہنماؤں نے مذاکرات پر زور دیا اور کہا کہ تمام معاملات آئین اور قانون کے مطابق حل کیے جائیں، شہریوں کو آمد و رفت میں مشکلات کا سامنا کرنا پڑا اور تعلیمی ادارے بند رہے۔: [318, 665, 394, 867]
item-number: 12: [537, 869, 552, 878]
item-label: تجویز: [318, 1510, 379, 1518]
news-item: [159, 1082, 237, 1295]
item-body: اسلام آباد (نمائندہ خصوصی) احتجاج کے دوران ڈی چوک اور اطراف میں پولیس اور مظاہرین کے درمیان جھڑپیں ہوئیں، حکومت نے شہر کی سیکیورٹی سخت کر دی اور داخلی راستوں پر کنٹینر لگا دیے گئے۔ وزیر داخلہ نے کہا کہ امن و امان برقرار رکھنے کے لیے تمام اقدامات کیے جائیں گے، رینجرز اور پولیس کے اہلکار شہر کے مختلف مقامات پر تعینات ہیں جبکہ موبائل سروس بعض علاقوں میں معطل رہی۔ سیاسی جماعتوں کے رہنماؤں نے مذاکرات پر زور دیا اور کہا کہ تمام معاملات آئین اور قانون کے مطابق حل کیے جائیں، شہریوں کو آمد و رفت میں مشکلات کا سامنا کرنا پڑا اور تعلیمی ادارے بند رہے۔ اسلام آباد (نمائندہ خصوصی) احتجاج کے دوران ڈی چوک اور اطراف میں پولیس اور مظاہرین کے درمیان جھڑپیں ہوئیں، حکومت نے شہر کی سیکیورٹی سخت کر دی اور داخلی راستوں پر کنٹینر لگا دیے گئے۔ وزیر داخلہ نے کہا کہ امن و امان برقرار رکھنے کے لیے تمام اقدامات کیے جائیں گے، رینجرز اور پولیس کے اہلکار شہر کے مختلف مقامات پر تعینات ہیں جبکہ موبائل سروس بعض علاقوں میں معطل رہی۔ سیاسی جماعتوں کے رہنماؤں نے مذاکرات پر زور دیا اور کہا کہ تمام معاملات آئین اور قانون کے مطابق حل کیے جائیں، شہریوں کو آمد و رفت میں مشکلات کا سامنا کرنا پڑا اور تعلیمی ادارے بند رہے۔: [554, 238, 630, 440]
news-item: [475, 14, 552, 227]
item-body: اسلام آباد (نمائندہ خصوصی) احتجاج کے دوران ڈی چوک اور اطراف میں پولیس اور مظاہرین کے درمیان جھڑپیں ہوئیں، حکومت نے شہر کی سیکیورٹی سخت کر دی اور داخلی راستوں پر کنٹینر لگا دیے گئے۔ وزیر داخلہ نے کہا کہ امن و امان برقرار رکھنے کے لیے تمام اقدامات کیے جائیں گے، رینجرز اور پولیس کے اہلکار شہر کے مختلف مقامات پر تعینات ہیں جبکہ موبائل سروس بعض علاقوں میں معطل رہی۔ سیاسی جماعتوں کے رہنماؤں نے مذاکرات پر زور دیا اور کہا کہ تمام معاملات آئین اور قانون کے مطابق حل کیے جائیں، شہریوں کو آمد و رفت میں مشکلات کا سامنا کرنا پڑا اور تعلیمی ادارے بند رہے۔ اسلام آباد (نمائندہ خصوصی) احتجاج کے دوران ڈی چوک اور اطراف میں پولیس اور مظاہرین کے درمیان جھڑپیں ہوئیں، حکومت نے شہر کی سیکیورٹی سخت کر دی اور داخلی راستوں پر کنٹینر لگا دیے گئے۔ وزیر داخلہ نے کہا کہ امن و امان برقرار رکھنے کے لیے تمام اقدامات کیے جائیں گے، رینجرز اور پولیس کے اہلکار شہر کے مختلف مقامات پر تعینات ہیں جبکہ موبائل سروس بعض علاقوں میں معطل رہی۔ سیاسی جماعتوں کے رہنماؤں نے مذاکرات پر زور دیا اور کہا کہ تمام معاملات آئین اور قانون کے مطابق حل کیے جائیں، شہریوں کو آمد و رفت میں مشکلات کا سامنا کرنا پڑا اور تعلیمی ادارے بند رہے۔: [318, 1092, 394, 1294]
item-label: تجویز: [318, 656, 379, 664]
item-label: تجویز: [239, 1083, 300, 1091]
item-body: اسلام آباد (نمائندہ خصوصی) احتجاج کے دوران ڈی چوک اور اطراف میں پولیس اور مظاہرین کے درمیان جھڑپیں ہوئیں، حکومت نے شہر کی سیکیورٹی سخت کر دی اور داخلی راستوں پر کنٹینر لگا دیے گئے۔ وزیر داخلہ نے کہا کہ امن و امان برقرار رکھنے کے لیے تمام اقدامات کیے جائیں گے، رینجرز اور پولیس کے اہلکار شہر کے مختلف مقامات پر تعینات ہیں جبکہ موبائل سروس بعض علاقوں میں معطل رہی۔ سیاسی جماعتوں کے رہنماؤں نے مذاکرات پر زور دیا اور کہا کہ تمام معاملات آئین اور قانون کے مطابق حل کیے جائیں، شہریوں کو آمد و رفت میں مشکلات کا سامنا کرنا پڑا اور تعلیمی ادارے بند رہے۔ اسلام آباد (نمائندہ خصوصی) احتجاج کے دوران ڈی چوک اور اطراف میں پولیس اور مظاہرین کے درمیان جھڑپیں ہوئیں، حکومت نے شہر کی سیکیورٹی سخت کر دی اور داخلی راستوں پر کنٹینر لگا دیے گئے۔ وزیر داخلہ نے کہا کہ امن و امان برقرار رکھنے کے لیے تمام اقدامات کیے جائیں گے، رینجرز اور پولیس کے اہلکار شہر کے مختلف مقامات پر تعینات ہیں جبکہ موبائل سروس بعض علاقوں میں معطل رہی۔ سیاسی جماعتوں کے رہنماؤں نے مذاکرات پر زور دیا اور کہا کہ تمام معاملات آئین اور قانون کے مطابق حل کیے جائیں، شہریوں کو آمد و رفت میں مشکلات کا سامنا کرنا پڑا اور تعلیمی ادارے بند رہے۔: [318, 238, 394, 440]
item-body: اسلام آباد (نمائندہ خصوصی) احتجاج کے دوران ڈی چوک اور اطراف میں پولیس اور مظاہرین کے درمیان جھڑپیں ہوئیں، حکومت نے شہر کی سیکیورٹی سخت کر دی اور داخلی راستوں پر کنٹینر لگا دیے گئے۔ وزیر داخلہ نے کہا کہ امن و امان برقرار رکھنے کے لیے تمام اقدامات کیے جائیں گے، رینجرز اور پولیس کے اہلکار شہر کے مختلف مقامات پر تعینات ہیں جبکہ موبائل سروس بعض علاقوں میں معطل رہی۔ سیاسی جماعتوں کے رہنماؤں نے مذاکرات پر زور دیا اور کہا کہ تمام معاملات آئین اور قانون کے مطابق حل کیے جائیں، شہریوں کو آمد و رفت میں مشکلات کا سامنا کرنا پڑا اور تعلیمی ادارے بند رہے۔ اسلام آباد (نمائندہ خصوصی) احتجاج کے دوران ڈی چوک اور اطراف میں پولیس اور مظاہرین کے درمیان جھڑپیں ہوئیں، حکومت نے شہر کی سیکیورٹی سخت کر دی اور داخلی راستوں پر کنٹینر لگا دیے گئے۔ وزیر داخلہ نے کہا کہ امن و امان برقرار رکھنے کے لیے تمام اقدامات کیے جائیں گے، رینجرز اور پولیس کے اہلکار شہر کے مختلف مقامات پر تعینات ہیں جبکہ موبائل سروس بعض علاقوں میں معطل رہی۔ سیاسی جماعتوں کے رہنماؤں نے مذاکرات پر زور دیا اور کہا کہ تمام معاملات آئین اور قانون کے مطابق حل کیے جائیں، شہریوں کو آمد و رفت میں مشکلات کا سامنا کرنا پڑا اور تعلیمی ادارے بند رہے۔: [554, 665, 630, 867]
news-item: [159, 228, 237, 440]
item-body: اسلام آباد (نمائندہ خصوصی) احتجاج کے دوران ڈی چوک اور اطراف میں پولیس اور مظاہرین کے درمیان جھڑپیں ہوئیں، حکومت نے شہر کی سیکیورٹی سخت کر دی اور داخلی راستوں پر کنٹینر لگا دیے گئے۔ وزیر داخلہ نے کہا کہ امن و امان برقرار رکھنے کے لیے تمام اقدامات کیے جائیں گے، رینجرز اور پولیس کے اہلکار شہر کے مختلف مقامات پر تعینات ہیں جبکہ موبائل سروس بعض علاقوں میں معطل رہی۔ سیاسی جماعتوں کے رہنماؤں نے مذاکرات پر زور دیا اور کہا کہ تمام معاملات آئین اور قانون کے مطابق حل کیے جائیں، شہریوں کو آمد و رفت میں مشکلات کا سامنا کرنا پڑا اور تعلیمی ادارے بند رہے۔ اسلام آباد (نمائندہ خصوصی) احتجاج کے دوران ڈی چوک اور اطراف میں پولیس اور مظاہرین کے درمیان جھڑپیں ہوئیں، حکومت نے شہر کی سیکیورٹی سخت کر دی اور داخلی راستوں پر کنٹینر لگا دیے گئے۔ وزیر داخلہ نے کہا کہ امن و امان برقرار رکھنے کے لیے تمام اقدامات کیے جائیں گے، رینجرز اور پولیس کے اہلکار شہر کے مختلف مقامات پر تعینات ہیں جبکہ موبائل سروس بعض علاقوں میں معطل رہی۔ سیاسی جماعتوں کے رہنماؤں نے مذاکرات پر زور دیا اور کہا کہ تمام معاملات آئین اور قانون کے مطابق حل کیے جائیں، شہریوں کو آمد و رفت میں مشکلات کا سامنا کرنا پڑا اور تعلیمی ادارے بند رہے۔: [318, 1947, 394, 2148]
item-number: 46: [221, 442, 236, 451]
item-label: تجویز: [396, 15, 458, 23]
masthead: روزنامہ کوہستان ایکسپریس اسلام آباد 27 نومبر 2024ء: [0, 0, 631, 13]
item-body: اسلام آباد (نمائندہ خصوصی) احتجاج کے دوران ڈی چوک اور اطراف میں پولیس اور مظاہرین کے درمیان جھڑپیں ہوئیں، حکومت نے شہر کی سیکیورٹی سخت کر دی اور داخلی راستوں پر کنٹینر لگا دیے گئے۔ وزیر داخلہ نے کہا کہ امن و امان برقرار رکھنے کے لیے تمام اقدامات کیے جائیں گے، رینجرز اور پولیس کے اہلکار شہر کے مختلف مقامات پر تعینات ہیں جبکہ موبائل سروس بعض علاقوں میں معطل رہی۔ سیاسی جماعتوں کے رہنماؤں نے مذاکرات پر زور دیا اور کہا کہ تمام معاملات آئین اور قانون کے مطابق حل کیے جائیں، شہریوں کو آمد و رفت میں مشکلات کا سامنا کرنا پڑا اور تعلیمی ادارے بند رہے۔ اسلام آباد (نمائندہ خصوصی) احتجاج کے دوران ڈی چوک اور اطراف میں پولیس اور مظاہرین کے درمیان جھڑپیں ہوئیں، حکومت نے شہر کی سیکیورٹی سخت کر دی اور داخلی راستوں پر کنٹینر لگا دیے گئے۔ وزیر داخلہ نے کہا کہ امن و امان برقرار رکھنے کے لیے تمام اقدامات کیے جائیں گے، رینجرز اور پولیس کے اہلکار شہر کے مختلف مقامات پر تعینات ہیں جبکہ موبائل سروس بعض علاقوں میں معطل رہی۔ سیاسی جماعتوں کے رہنماؤں نے مذاکرات پر زور دیا اور کہا کہ تمام معاملات آئین اور قانون کے مطابق حل کیے جائیں، شہریوں کو آمد و رفت میں مشکلات کا سامنا کرنا پڑا اور تعلیمی ادارے بند رہے۔: [1, 646, 79, 842]
item-number: 15: [458, 15, 473, 23]
item-header: [81, 1082, 158, 1092]
item-header: [317, 442, 395, 451]
item-header: [0, 1051, 79, 1061]
item-label: تجویز: [318, 1724, 379, 1732]
item-header: [81, 1723, 158, 1733]
item-header: [475, 228, 552, 238]
item-label: تجویز: [239, 1724, 300, 1732]
item-label: تجویز: [554, 869, 615, 878]
item-label: تجویز: [554, 229, 615, 237]
item-label: تجویز: [475, 229, 537, 237]
item-label: تجویز: [396, 656, 458, 664]
item-body: اسلام آباد (نمائندہ خصوصی) احتجاج کے دوران ڈی چوک اور اطراف میں پولیس اور مظاہرین کے درمیان جھڑپیں ہوئیں، حکومت نے شہر کی سیکیورٹی سخت کر دی اور داخلی راستوں پر کنٹینر لگا دیے گئے۔ وزیر داخلہ نے کہا کہ امن و امان برقرار رکھنے کے لیے تمام اقدامات کیے جائیں گے، رینجرز اور پولیس کے اہلکار شہر کے مختلف مقامات پر تعینات ہیں جبکہ موبائل سروس بعض علاقوں میں معطل رہی۔ سیاسی جماعتوں کے رہنماؤں نے مذاکرات پر زور دیا اور کہا کہ تمام معاملات آئین اور قانون کے مطابق حل کیے جائیں، شہریوں کو آمد و رفت میں مشکلات کا سامنا کرنا پڑا اور تعلیمی ادارے بند رہے۔ اسلام آباد (نمائندہ خصوصی) احتجاج کے دوران ڈی چوک اور اطراف میں پولیس اور مظاہرین کے درمیان جھڑپیں ہوئیں، حکومت نے شہر کی سیکیورٹی سخت کر دی اور داخلی راستوں پر کنٹینر لگا دیے گئے۔ وزیر داخلہ نے کہا کہ امن و امان برقرار رکھنے کے لیے تمام اقدامات کیے جائیں گے، رینجرز اور پولیس کے اہلکار شہر کے مختلف مقامات پر تعینات ہیں جبکہ موبائل سروس بعض علاقوں میں معطل رہی۔ سیاسی جماعتوں کے رہنماؤں نے مذاکرات پر زور دیا اور کہا کہ تمام معاملات آئین اور قانون کے مطابق حل کیے جائیں، شہریوں کو آمد و رفت میں مشکلات کا سامنا کرنا پڑا اور تعلیمی ادارے بند رہے۔: [396, 1092, 473, 1294]
item-number: 56: [143, 1083, 158, 1091]
item-number: 40: [300, 1296, 315, 1305]
item-number: 24: [379, 15, 394, 23]
item-header: [317, 869, 395, 878]
news-item: [159, 1296, 237, 1508]
item-header: [159, 1082, 237, 1092]
item-header: [81, 869, 158, 878]
item-number: 58: [143, 1510, 158, 1518]
news-item: [0, 1051, 79, 1257]
item-body: اسلام آباد (نمائندہ خصوصی) احتجاج کے دوران ڈی چوک اور اطراف میں پولیس اور مظاہرین کے درمیان جھڑپیں ہوئیں، حکومت نے شہر کی سیکیورٹی سخت کر دی اور داخلی راستوں پر کنٹینر لگا دیے گئے۔ وزیر داخلہ نے کہا کہ امن و امان برقرار رکھنے کے لیے تمام اقدامات کیے جائیں گے، رینجرز اور پولیس کے اہلکار شہر کے مختلف مقامات پر تعینات ہیں جبکہ موبائل سروس بعض علاقوں میں معطل رہی۔ سیاسی جماعتوں کے رہنماؤں نے مذاکرات پر زور دیا اور کہا کہ تمام معاملات آئین اور قانون کے مطابق حل کیے جائیں، شہریوں کو آمد و رفت میں مشکلات کا سامنا کرنا پڑا اور تعلیمی ادارے بند رہے۔ اسلام آباد (نمائندہ خصوصی) احتجاج کے دوران ڈی چوک اور اطراف میں پولیس اور مظاہرین کے درمیان جھڑپیں ہوئیں، حکومت نے شہر کی سیکیورٹی سخت کر دی اور داخلی راستوں پر کنٹینر لگا دیے گئے۔ وزیر داخلہ نے کہا کہ امن و امان برقرار رکھنے کے لیے تمام اقدامات کیے جائیں گے، رینجرز اور پولیس کے اہلکار شہر کے مختلف مقامات پر تعینات ہیں جبکہ موبائل سروس بعض علاقوں میں معطل رہی۔ سیاسی جماعتوں کے رہنماؤں نے مذاکرات پر زور دیا اور کہا کہ تمام معاملات آئین اور قانون کے مطابق حل کیے جائیں، شہریوں کو آمد و رفت میں مشکلات کا سامنا کرنا پڑا اور تعلیمی ادارے بند رہے۔: [318, 25, 394, 226]
item-header: [81, 1296, 158, 1305]
column-6: [159, 13, 237, 1508]
item-number: 16: [458, 229, 473, 237]
item-body: اسلام آباد (نمائندہ خصوصی) احتجاج کے دوران ڈی چوک اور اطراف میں پولیس اور مظاہرین کے درمیان جھڑپیں ہوئیں، حکومت نے شہر کی سیکیورٹی سخت کر دی اور داخلی راستوں پر کنٹینر لگا دیے گئے۔ وزیر داخلہ نے کہا کہ امن و امان برقرار رکھنے کے لیے تمام اقدامات کیے جائیں گے، رینجرز اور پولیس کے اہلکار شہر کے مختلف مقامات پر تعینات ہیں جبکہ موبائل سروس بعض علاقوں میں معطل رہی۔ سیاسی جماعتوں کے رہنماؤں نے مذاکرات پر زور دیا اور کہا کہ تمام معاملات آئین اور قانون کے مطابق حل کیے جائیں، شہریوں کو آمد و رفت میں مشکلات کا سامنا کرنا پڑا اور تعلیمی ادارے بند رہے۔ اسلام آباد (نمائندہ خصوصی) احتجاج کے دوران ڈی چوک اور اطراف میں پولیس اور مظاہرین کے درمیان جھڑپیں ہوئیں، حکومت نے شہر کی سیکیورٹی سخت کر دی اور داخلی راستوں پر کنٹینر لگا دیے گئے۔ وزیر داخلہ نے کہا کہ امن و امان برقرار رکھنے کے لیے تمام اقدامات کیے جائیں گے، رینجرز اور پولیس کے اہلکار شہر کے مختلف مقامات پر تعینات ہیں جبکہ موبائل سروس بعض علاقوں میں معطل رہی۔ سیاسی جماعتوں کے رہنماؤں نے مذاکرات پر زور دیا اور کہا کہ تمام معاملات آئین اور قانون کے مطابق حل کیے جائیں، شہریوں کو آمد و رفت میں مشکلات کا سامنا کرنا پڑا اور تعلیمی ادارے بند رہے۔: [160, 25, 236, 226]
news-item: [396, 1509, 473, 1722]
news-item: [238, 1082, 316, 1295]
item-body: اسلام آباد (نمائندہ خصوصی) احتجاج کے دوران ڈی چوک اور اطراف میں پولیس اور مظاہرین کے درمیان جھڑپیں ہوئیں، حکومت نے شہر کی سیکیورٹی سخت کر دی اور داخلی راستوں پر کنٹینر لگا دیے گئے۔ وزیر داخلہ نے کہا کہ امن و امان برقرار رکھنے کے لیے تمام اقدامات کیے جائیں گے، رینجرز اور پولیس کے اہلکار شہر کے مختلف مقامات پر تعینات ہیں جبکہ موبائل سروس بعض علاقوں میں معطل رہی۔ سیاسی جماعتوں کے رہنماؤں نے مذاکرات پر زور دیا اور کہا کہ تمام معاملات آئین اور قانون کے مطابق حل کیے جائیں، شہریوں کو آمد و رفت میں مشکلات کا سامنا کرنا پڑا اور تعلیمی ادارے بند رہے۔ اسلام آباد (نمائندہ خصوصی) احتجاج کے دوران ڈی چوک اور اطراف میں پولیس اور مظاہرین کے درمیان جھڑپیں ہوئیں، حکومت نے شہر کی سیکیورٹی سخت کر دی اور داخلی راستوں پر کنٹینر لگا دیے گئے۔ وزیر داخلہ نے کہا کہ امن و امان برقرار رکھنے کے لیے تمام اقدامات کیے جائیں گے، رینجرز اور پولیس کے اہلکار شہر کے مختلف مقامات پر تعینات ہیں جبکہ موبائل سروس بعض علاقوں میں معطل رہی۔ سیاسی جماعتوں کے رہنماؤں نے مذاکرات پر زور دیا اور کہا کہ تمام معاملات آئین اور قانون کے مطابق حل کیے جائیں، شہریوں کو آمد و رفت میں مشکلات کا سامنا کرنا پڑا اور تعلیمی ادارے بند رہے۔: [239, 1092, 315, 1294]
item-header: [475, 442, 552, 451]
item-label: تجویز: [396, 1724, 458, 1732]
item-label: تجویز: [81, 229, 143, 237]
item-label: تجویز: [554, 656, 615, 664]
item-label: تجویز: [81, 869, 143, 878]
news-item: [317, 869, 395, 1081]
item-header: [0, 636, 79, 646]
item-number: 19: [458, 869, 473, 878]
item-label: تجویز: [396, 1083, 458, 1091]
item-number: 54: [143, 656, 158, 664]
item-body: اسلام آباد (نمائندہ خصوصی) احتجاج کے دوران ڈی چوک اور اطراف میں پولیس اور مظاہرین کے درمیان جھڑپیں ہوئیں، حکومت نے شہر کی سیکیورٹی سخت کر دی اور داخلی راستوں پر کنٹینر لگا دیے گئے۔ وزیر داخلہ نے کہا کہ امن و امان برقرار رکھنے کے لیے تمام اقدامات کیے جائیں گے، رینجرز اور پولیس کے اہلکار شہر کے مختلف مقامات پر تعینات ہیں جبکہ موبائل سروس بعض علاقوں میں معطل رہی۔ سیاسی جماعتوں کے رہنماؤں نے مذاکرات پر زور دیا اور کہا کہ تمام معاملات آئین اور قانون کے مطابق حل کیے جائیں، شہریوں کو آمد و رفت میں مشکلات کا سامنا کرنا پڑا اور تعلیمی ادارے بند رہے۔ اسلام آباد (نمائندہ خصوصی) احتجاج کے دوران ڈی چوک اور اطراف میں پولیس اور مظاہرین کے درمیان جھڑپیں ہوئیں، حکومت نے شہر کی سیکیورٹی سخت کر دی اور داخلی راستوں پر کنٹینر لگا دیے گئے۔ وزیر داخلہ نے کہا کہ امن و امان برقرار رکھنے کے لیے تمام اقدامات کیے جائیں گے، رینجرز اور پولیس کے اہلکار شہر کے مختلف مقامات پر تعینات ہیں جبکہ موبائل سروس بعض علاقوں میں معطل رہی۔ سیاسی جماعتوں کے رہنماؤں نے مذاکرات پر زور دیا اور کہا کہ تمام معاملات آئین اور قانون کے مطابق حل کیے جائیں، شہریوں کو آمد و رفت میں مشکلات کا سامنا کرنا پڑا اور تعلیمی ادارے بند رہے۔: [396, 25, 473, 226]
item-number: 59: [143, 1724, 158, 1732]
item-number: 53: [143, 442, 158, 451]
item-number: 41: [300, 1510, 315, 1518]
item-header: [238, 228, 316, 238]
item-label: تجویز: [475, 656, 537, 664]
item-number: 18: [458, 656, 473, 664]
news-item: [0, 222, 79, 428]
item-body: اسلام آباد (نمائندہ خصوصی) احتجاج کے دوران ڈی چوک اور اطراف میں پولیس اور مظاہرین کے درمیان جھڑپیں ہوئیں، حکومت نے شہر کی سیکیورٹی سخت کر دی اور داخلی راستوں پر کنٹینر لگا دیے گئے۔ وزیر داخلہ نے کہا کہ امن و امان برقرار رکھنے کے لیے تمام اقدامات کیے جائیں گے، رینجرز اور پولیس کے اہلکار شہر کے مختلف مقامات پر تعینات ہیں جبکہ موبائل سروس بعض علاقوں میں معطل رہی۔ سیاسی جماعتوں کے رہنماؤں نے مذاکرات پر زور دیا اور کہا کہ تمام معاملات آئین اور قانون کے مطابق حل کیے جائیں، شہریوں کو آمد و رفت میں مشکلات کا سامنا کرنا پڑا اور تعلیمی ادارے بند رہے۔ اسلام آباد (نمائندہ خصوصی) احتجاج کے دوران ڈی چوک اور اطراف میں پولیس اور مظاہرین کے درمیان جھڑپیں ہوئیں، حکومت نے شہر کی سیکیورٹی سخت کر دی اور داخلی راستوں پر کنٹینر لگا دیے گئے۔ وزیر داخلہ نے کہا کہ امن و امان برقرار رکھنے کے لیے تمام اقدامات کیے جائیں گے، رینجرز اور پولیس کے اہلکار شہر کے مختلف مقامات پر تعینات ہیں جبکہ موبائل سروس بعض علاقوں میں معطل رہی۔ سیاسی جماعتوں کے رہنماؤں نے مذاکرات پر زور دیا اور کہا کہ تمام معاملات آئین اور قانون کے مطابق حل کیے جائیں، شہریوں کو آمد و رفت میں مشکلات کا سامنا کرنا پڑا اور تعلیمی ادارے بند رہے۔: [475, 1306, 552, 1508]
news-item: [0, 14, 79, 221]
news-item: [81, 1296, 158, 1508]
news-item: [396, 1296, 473, 1508]
item-number: 65: [64, 430, 79, 438]
news-item: [238, 1937, 316, 2149]
item-label: تجویز: [239, 1937, 300, 1946]
news-item: [553, 1296, 631, 1508]
item-number: 11: [537, 656, 552, 664]
news-item: [396, 869, 473, 1081]
item-number: 60: [143, 1937, 158, 1946]
item-label: تجویز: [396, 1510, 458, 1518]
item-header: [0, 843, 79, 853]
item-label: تجویز: [554, 1296, 615, 1305]
item-body: اسلام آباد (نمائندہ خصوصی) احتجاج کے دوران ڈی چوک اور اطراف میں پولیس اور مظاہرین کے درمیان جھڑپیں ہوئیں، حکومت نے شہر کی سیکیورٹی سخت کر دی اور داخلی راستوں پر کنٹینر لگا دیے گئے۔ وزیر داخلہ نے کہا کہ امن و امان برقرار رکھنے کے لیے تمام اقدامات کیے جائیں گے، رینجرز اور پولیس کے اہلکار شہر کے مختلف مقامات پر تعینات ہیں جبکہ موبائل سروس بعض علاقوں میں معطل رہی۔ سیاسی جماعتوں کے رہنماؤں نے مذاکرات پر زور دیا اور کہا کہ تمام معاملات آئین اور قانون کے مطابق حل کیے جائیں، شہریوں کو آمد و رفت میں مشکلات کا سامنا کرنا پڑا اور تعلیمی ادارے بند رہے۔ اسلام آباد (نمائندہ خصوصی) احتجاج کے دوران ڈی چوک اور اطراف میں پولیس اور مظاہرین کے درمیان جھڑپیں ہوئیں، حکومت نے شہر کی سیکیورٹی سخت کر دی اور داخلی راستوں پر کنٹینر لگا دیے گئے۔ وزیر داخلہ نے کہا کہ امن و امان برقرار رکھنے کے لیے تمام اقدامات کیے جائیں گے، رینجرز اور پولیس کے اہلکار شہر کے مختلف مقامات پر تعینات ہیں جبکہ موبائل سروس بعض علاقوں میں معطل رہی۔ سیاسی جماعتوں کے رہنماؤں نے مذاکرات پر زور دیا اور کہا کہ تمام معاملات آئین اور قانون کے مطابق حل کیے جائیں، شہریوں کو آمد و رفت میں مشکلات کا سامنا کرنا پڑا اور تعلیمی ادارے بند رہے۔: [160, 238, 236, 440]
item-body: اسلام آباد (نمائندہ خصوصی) احتجاج کے دوران ڈی چوک اور اطراف میں پولیس اور مظاہرین کے درمیان جھڑپیں ہوئیں، حکومت نے شہر کی سیکیورٹی سخت کر دی اور داخلی راستوں پر کنٹینر لگا دیے گئے۔ وزیر داخلہ نے کہا کہ امن و امان برقرار رکھنے کے لیے تمام اقدامات کیے جائیں گے، رینجرز اور پولیس کے اہلکار شہر کے مختلف مقامات پر تعینات ہیں جبکہ موبائل سروس بعض علاقوں میں معطل رہی۔ سیاسی جماعتوں کے رہنماؤں نے مذاکرات پر زور دیا اور کہا کہ تمام معاملات آئین اور قانون کے مطابق حل کیے جائیں، شہریوں کو آمد و رفت میں مشکلات کا سامنا کرنا پڑا اور تعلیمی ادارے بند رہے۔ اسلام آباد (نمائندہ خصوصی) احتجاج کے دوران ڈی چوک اور اطراف میں پولیس اور مظاہرین کے درمیان جھڑپیں ہوئیں، حکومت نے شہر کی سیکیورٹی سخت کر دی اور داخلی راستوں پر کنٹینر لگا دیے گئے۔ وزیر داخلہ نے کہا کہ امن و امان برقرار رکھنے کے لیے تمام اقدامات کیے جائیں گے، رینجرز اور پولیس کے اہلکار شہر کے مختلف مقامات پر تعینات ہیں جبکہ موبائل سروس بعض علاقوں میں معطل رہی۔ سیاسی جماعتوں کے رہنماؤں نے مذاکرات پر زور دیا اور کہا کہ تمام معاملات آئین اور قانون کے مطابق حل کیے جائیں، شہریوں کو آمد و رفت میں مشکلات کا سامنا کرنا پڑا اور تعلیمی ادارے بند رہے۔: [81, 452, 158, 653]
item-number: 68: [64, 1052, 79, 1060]
item-body: اسلام آباد (نمائندہ خصوصی) احتجاج کے دوران ڈی چوک اور اطراف میں پولیس اور مظاہرین کے درمیان جھڑپیں ہوئیں، حکومت نے شہر کی سیکیورٹی سخت کر دی اور داخلی راستوں پر کنٹینر لگا دیے گئے۔ وزیر داخلہ نے کہا کہ امن و امان برقرار رکھنے کے لیے تمام اقدامات کیے جائیں گے، رینجرز اور پولیس کے اہلکار شہر کے مختلف مقامات پر تعینات ہیں جبکہ موبائل سروس بعض علاقوں میں معطل رہی۔ سیاسی جماعتوں کے رہنماؤں نے مذاکرات پر زور دیا اور کہا کہ تمام معاملات آئین اور قانون کے مطابق حل کیے جائیں، شہریوں کو آمد و رفت میں مشکلات کا سامنا کرنا پڑا اور تعلیمی ادارے بند رہے۔ اسلام آباد (نمائندہ خصوصی) احتجاج کے دوران ڈی چوک اور اطراف میں پولیس اور مظاہرین کے درمیان جھڑپیں ہوئیں، حکومت نے شہر کی سیکیورٹی سخت کر دی اور داخلی راستوں پر کنٹینر لگا دیے گئے۔ وزیر داخلہ نے کہا کہ امن و امان برقرار رکھنے کے لیے تمام اقدامات کیے جائیں گے، رینجرز اور پولیس کے اہلکار شہر کے مختلف مقامات پر تعینات ہیں جبکہ موبائل سروس بعض علاقوں میں معطل رہی۔ سیاسی جماعتوں کے رہنماؤں نے مذاکرات پر زور دیا اور کہا کہ تمام معاملات آئین اور قانون کے مطابق حل کیے جائیں، شہریوں کو آمد و رفت میں مشکلات کا سامنا کرنا پڑا اور تعلیمی ادارے بند رہے۔: [396, 665, 473, 867]
news-item: [81, 1937, 158, 2149]
item-label: تجویز: [318, 442, 379, 451]
news-item: [81, 14, 158, 227]
news-item: [396, 1082, 473, 1295]
item-label: تجویز: [396, 869, 458, 878]
news-item: [81, 1509, 158, 1722]
item-label: تجویز: [239, 1296, 300, 1305]
item-body: اسلام آباد (نمائندہ خصوصی) احتجاج کے دوران ڈی چوک اور اطراف میں پولیس اور مظاہرین کے درمیان جھڑپیں ہوئیں، حکومت نے شہر کی سیکیورٹی سخت کر دی اور داخلی راستوں پر کنٹینر لگا دیے گئے۔ وزیر داخلہ نے کہا کہ امن و امان برقرار رکھنے کے لیے تمام اقدامات کیے جائیں گے، رینجرز اور پولیس کے اہلکار شہر کے مختلف مقامات پر تعینات ہیں جبکہ موبائل سروس بعض علاقوں میں معطل رہی۔ سیاسی جماعتوں کے رہنماؤں نے مذاکرات پر زور دیا اور کہا کہ تمام معاملات آئین اور قانون کے مطابق حل کیے جائیں، شہریوں کو آمد و رفت میں مشکلات کا سامنا کرنا پڑا اور تعلیمی ادارے بند رہے۔ اسلام آباد (نمائندہ خصوصی) احتجاج کے دوران ڈی چوک اور اطراف میں پولیس اور مظاہرین کے درمیان جھڑپیں ہوئیں، حکومت نے شہر کی سیکیورٹی سخت کر دی اور داخلی راستوں پر کنٹینر لگا دیے گئے۔ وزیر داخلہ نے کہا کہ امن و امان برقرار رکھنے کے لیے تمام اقدامات کیے جائیں گے، رینجرز اور پولیس کے اہلکار شہر کے مختلف مقامات پر تعینات ہیں جبکہ موبائل سروس بعض علاقوں میں معطل رہی۔ سیاسی جماعتوں کے رہنماؤں نے مذاکرات پر زور دیا اور کہا کہ تمام معاملات آئین اور قانون کے مطابق حل کیے جائیں، شہریوں کو آمد و رفت میں مشکلات کا سامنا کرنا پڑا اور تعلیمی ادارے بند رہے۔: [239, 25, 315, 226]
item-body: اسلام آباد (نمائندہ خصوصی) احتجاج کے دوران ڈی چوک اور اطراف میں پولیس اور مظاہرین کے درمیان جھڑپیں ہوئیں، حکومت نے شہر کی سیکیورٹی سخت کر دی اور داخلی راستوں پر کنٹینر لگا دیے گئے۔ وزیر داخلہ نے کہا کہ امن و امان برقرار رکھنے کے لیے تمام اقدامات کیے جائیں گے، رینجرز اور پولیس کے اہلکار شہر کے مختلف مقامات پر تعینات ہیں جبکہ موبائل سروس بعض علاقوں میں معطل رہی۔ سیاسی جماعتوں کے رہنماؤں نے مذاکرات پر زور دیا اور کہا کہ تمام معاملات آئین اور قانون کے مطابق حل کیے جائیں، شہریوں کو آمد و رفت میں مشکلات کا سامنا کرنا پڑا اور تعلیمی ادارے بند رہے۔ اسلام آباد (نمائندہ خصوصی) احتجاج کے دوران ڈی چوک اور اطراف میں پولیس اور مظاہرین کے درمیان جھڑپیں ہوئیں، حکومت نے شہر کی سیکیورٹی سخت کر دی اور داخلی راستوں پر کنٹینر لگا دیے گئے۔ وزیر داخلہ نے کہا کہ امن و امان برقرار رکھنے کے لیے تمام اقدامات کیے جائیں گے، رینجرز اور پولیس کے اہلکار شہر کے مختلف مقامات پر تعینات ہیں جبکہ موبائل سروس بعض علاقوں میں معطل رہی۔ سیاسی جماعتوں کے رہنماؤں نے مذاکرات پر زور دیا اور کہا کہ تمام معاملات آئین اور قانون کے مطابق حل کیے جائیں، شہریوں کو آمد و رفت میں مشکلات کا سامنا کرنا پڑا اور تعلیمی ادارے بند رہے۔: [81, 1092, 158, 1294]
item-label: تجویز: [81, 1083, 143, 1091]
